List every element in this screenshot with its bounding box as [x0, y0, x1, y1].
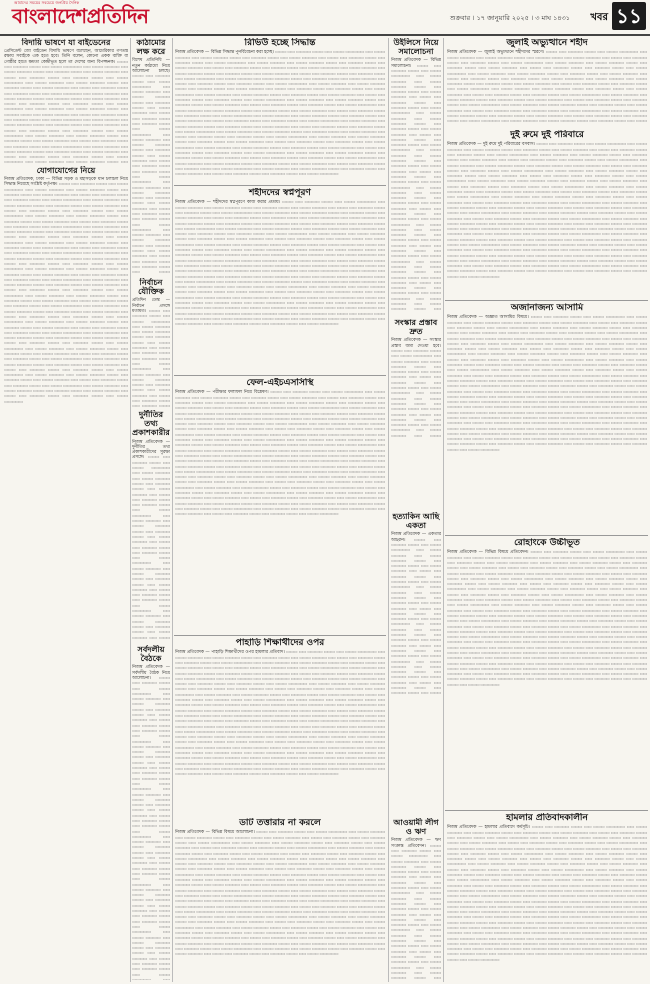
- logo-part2: প্রতিদিন: [86, 4, 149, 28]
- article-body: নিজস্ব প্রতিবেদক — সর্বদলীয় বৈঠক নিয়ে আলোচনা। ▭▭▭ ▭▭ ▭▭▭▭ ▭▭▭ ▭▭ ▭▭▭ ▭▭▭▭▭ ▭▭ ▭▭▭ ▭▭▭▭ ▭▭ ▭▭▭ ▭▭▭▭ ▭▭▭ ▭▭ ▭▭▭▭ ▭▭▭ ▭▭ ▭▭▭ ▭▭▭▭ ▭▭ ▭▭▭ ▭▭ ▭▭▭▭ ▭▭▭ ▭▭ ▭▭▭▭ ▭▭▭ ▭▭ ▭▭▭ ▭▭▭▭▭ ▭▭ ▭▭▭ ▭▭▭▭ ▭▭ ▭▭▭ ▭▭▭▭ ▭▭▭ ▭▭ ▭▭▭▭ ▭▭▭ ▭▭ ▭▭▭ ▭▭▭▭ ▭▭ ▭▭▭ ▭▭ ▭▭▭▭ ▭▭▭ ▭▭ ▭▭▭▭ ▭▭▭ ▭▭ ▭▭▭ ▭▭▭▭▭ ▭▭ ▭▭▭ ▭▭▭▭ ▭▭ ▭▭▭ ▭▭▭▭ ▭▭▭ ▭▭ ▭▭▭▭ ▭▭▭ ▭▭ ▭▭▭ ▭▭▭▭ ▭▭ ▭▭▭ ▭▭ ▭▭▭▭ ▭▭▭ ▭▭ ▭▭▭▭ ▭▭▭ ▭▭ ▭▭▭ ▭▭▭▭▭ ▭▭ ▭▭▭ ▭▭▭▭ ▭▭ ▭▭▭ ▭▭▭▭ ▭▭▭ ▭▭ ▭▭▭▭ ▭▭▭ ▭▭ ▭▭▭ ▭▭▭▭ ▭▭ ▭▭▭ ▭▭ ▭▭▭▭ ▭▭▭ ▭▭ ▭▭▭▭ ▭▭▭ ▭▭ ▭▭▭ ▭▭▭▭▭ ▭▭ ▭▭▭ ▭▭▭▭ ▭▭ ▭▭▭ ▭▭▭▭ ▭▭▭ ▭▭ ▭▭▭▭ ▭▭▭ ▭▭ ▭▭▭ ▭▭▭▭ ▭▭ ▭▭▭ ▭▭ ▭▭▭▭ ▭▭▭ ▭▭ ▭▭▭▭ ▭▭▭ ▭▭ ▭▭▭ ▭▭▭▭▭ ▭▭ ▭▭▭ ▭▭▭▭ ▭▭ ▭▭▭ ▭▭▭▭ ▭▭▭ ▭▭ ▭▭▭▭ ▭▭▭ ▭▭ ▭▭▭ ▭▭▭▭ ▭▭ ▭▭▭ ▭▭ ▭▭▭▭ ▭▭▭ ▭▭ ▭▭▭▭ ▭▭▭ ▭▭ ▭▭▭ ▭▭▭▭▭ ▭▭ ▭▭▭ ▭▭▭▭ ▭▭ ▭▭▭ ▭▭▭▭ ▭▭▭ ▭▭ ▭▭▭▭ ▭▭▭ ▭▭ ▭▭▭ ▭▭▭▭ ▭▭ ▭▭▭ ▭▭ ▭▭▭▭ ▭▭▭ ▭▭ ▭▭▭▭ ▭▭▭ ▭▭ ▭▭▭ ▭▭▭▭▭ ▭▭ ▭▭▭ ▭▭▭▭ ▭▭ ▭▭▭ ▭▭▭▭ ▭▭▭ ▭▭ ▭▭▭▭ ▭▭▭ ▭▭ ▭▭▭ ▭▭▭▭ ▭▭ ▭▭▭ ▭▭ ▭▭▭▭ ▭▭▭ ▭▭ ▭▭▭▭ ▭▭▭ ▭▭ ▭▭▭ ▭▭▭▭▭ ▭▭ ▭▭▭ ▭▭▭▭ ▭▭ ▭▭▭ ▭▭▭▭ ▭▭▭ ▭▭ ▭▭▭▭ ▭▭▭ ▭▭ ▭▭▭ ▭▭▭▭ ▭▭ ▭▭▭ ▭▭ ▭▭▭▭ ▭▭▭ ▭▭ ▭▭▭▭ ▭▭▭ ▭▭ ▭▭▭ ▭▭▭▭▭ ▭▭ ▭▭▭ ▭▭▭▭ ▭▭ ▭▭▭ ▭▭▭▭ ▭▭▭ ▭▭ ▭▭▭▭ ▭▭▭ ▭▭ ▭▭▭ ▭▭▭▭ ▭▭ ▭▭▭ ▭▭ ▭▭▭▭ ▭▭▭ ▭▭ ▭▭▭▭ ▭▭▭ ▭▭ ▭▭▭ ▭▭▭▭▭ ▭▭ ▭▭▭ ▭▭▭▭ ▭▭ ▭▭▭ ▭▭▭▭ ▭▭▭ ▭▭ ▭▭▭▭ ▭▭▭ ▭▭ ▭▭▭ ▭▭▭▭ ▭▭ ▭▭▭ ▭▭ ▭▭▭▭ ▭▭▭ ▭▭ ▭▭▭▭ ▭▭▭ ▭▭ ▭▭▭ ▭▭▭▭▭ ▭▭ ▭▭▭ ▭▭▭▭ ▭▭ ▭▭▭ ▭▭▭▭ ▭▭▭ ▭▭ ▭▭▭▭ ▭▭▭ ▭▭ ▭▭▭ ▭▭▭▭ ▭▭ ▭▭▭ ▭▭ ▭▭▭▭ ▭▭▭ ▭▭ ▭▭▭▭ ▭▭▭ ▭▭ ▭▭▭ ▭▭▭▭▭ ▭▭ ▭▭▭ ▭▭▭▭ ▭▭ ▭▭▭ ▭▭▭▭ ▭▭▭ ▭▭ ▭▭▭▭ ▭▭▭ ▭▭ ▭▭▭ ▭▭▭▭ ▭▭ ▭▭▭ ▭▭ ▭▭▭▭ ▭▭▭ ▭▭ ▭▭▭▭ ▭▭▭ ▭▭ ▭▭▭ ▭▭▭▭▭ ▭▭ ▭▭▭ ▭▭▭▭ ▭▭ ▭▭▭ ▭▭▭▭ ▭▭▭ ▭▭ ▭▭▭▭ ▭▭▭ ▭▭ ▭▭▭ ▭▭▭▭ ▭▭ ▭▭▭ ▭▭ ▭▭▭▭ ▭▭▭ ▭▭ ▭▭▭▭ ▭▭▭ ▭▭ ▭▭▭ ▭▭▭▭▭ ▭▭ ▭▭▭ ▭▭▭▭ ▭▭ ▭▭▭ ▭▭▭▭ ▭▭▭ ▭▭ ▭▭▭▭ ▭▭▭ ▭▭ ▭▭▭ ▭▭▭▭ ▭▭ ▭▭▭ ▭▭ ▭▭▭▭ ▭▭▭ ▭▭ ▭▭▭▭ ▭▭▭ ▭▭ ▭▭▭ ▭▭▭▭▭ ▭▭ ▭▭▭ ▭▭▭▭ ▭▭ ▭▭▭ ▭▭▭▭ ▭▭▭ ▭▭ ▭▭▭▭ ▭▭▭ ▭▭ ▭▭▭ ▭▭▭▭ ▭▭ ▭▭▭ ▭▭ ▭▭▭▭ ▭▭▭ ▭▭ ▭▭▭▭ ▭▭▭ ▭▭ ▭▭▭ ▭▭▭▭▭: [132, 665, 170, 980]
- article-ojana: [447, 303, 647, 533]
- article-biden: [4, 38, 128, 163]
- article-review: [175, 38, 385, 183]
- article-body: নিজস্ব প্রতিবেদক — অজ্ঞাত আসামির বিষয়ে। ▭▭▭ ▭▭ ▭▭▭▭ ▭▭▭ ▭▭ ▭▭▭ ▭▭▭▭▭ ▭▭ ▭▭▭ ▭▭▭▭ ▭▭ ▭▭▭ ▭▭▭▭ ▭▭▭ ▭▭ ▭▭▭▭ ▭▭▭ ▭▭ ▭▭▭ ▭▭▭▭ ▭▭ ▭▭▭ ▭▭ ▭▭▭▭ ▭▭▭ ▭▭ ▭▭▭▭ ▭▭▭ ▭▭ ▭▭▭ ▭▭▭▭▭ ▭▭ ▭▭▭ ▭▭▭▭ ▭▭ ▭▭▭ ▭▭▭▭ ▭▭▭ ▭▭ ▭▭▭▭ ▭▭▭ ▭▭ ▭▭▭ ▭▭▭▭ ▭▭ ▭▭▭ ▭▭ ▭▭▭▭ ▭▭▭ ▭▭ ▭▭▭▭ ▭▭▭ ▭▭ ▭▭▭ ▭▭▭▭▭ ▭▭ ▭▭▭ ▭▭▭▭ ▭▭ ▭▭▭ ▭▭▭▭ ▭▭▭ ▭▭ ▭▭▭▭ ▭▭▭ ▭▭ ▭▭▭ ▭▭▭▭ ▭▭ ▭▭▭ ▭▭ ▭▭▭▭ ▭▭▭ ▭▭ ▭▭▭▭ ▭▭▭ ▭▭ ▭▭▭ ▭▭▭▭▭ ▭▭ ▭▭▭ ▭▭▭▭ ▭▭ ▭▭▭ ▭▭▭▭ ▭▭▭ ▭▭ ▭▭▭▭ ▭▭▭ ▭▭ ▭▭▭ ▭▭▭▭ ▭▭ ▭▭▭ ▭▭ ▭▭▭▭ ▭▭▭ ▭▭ ▭▭▭▭ ▭▭▭ ▭▭ ▭▭▭ ▭▭▭▭▭ ▭▭ ▭▭▭ ▭▭▭▭ ▭▭ ▭▭▭ ▭▭▭▭ ▭▭▭ ▭▭ ▭▭▭▭ ▭▭▭ ▭▭ ▭▭▭ ▭▭▭▭ ▭▭ ▭▭▭ ▭▭ ▭▭▭▭ ▭▭▭ ▭▭ ▭▭▭▭ ▭▭▭ ▭▭ ▭▭▭ ▭▭▭▭▭ ▭▭ ▭▭▭ ▭▭▭▭ ▭▭ ▭▭▭ ▭▭▭▭ ▭▭▭ ▭▭ ▭▭▭▭ ▭▭▭ ▭▭ ▭▭▭ ▭▭▭▭ ▭▭ ▭▭▭ ▭▭ ▭▭▭▭ ▭▭▭ ▭▭ ▭▭▭▭ ▭▭▭ ▭▭ ▭▭▭ ▭▭▭▭▭ ▭▭ ▭▭▭ ▭▭▭▭ ▭▭ ▭▭▭ ▭▭▭▭ ▭▭▭ ▭▭ ▭▭▭▭ ▭▭▭ ▭▭ ▭▭▭ ▭▭▭▭ ▭▭ ▭▭▭ ▭▭ ▭▭▭▭ ▭▭▭ ▭▭ ▭▭▭▭ ▭▭▭ ▭▭ ▭▭▭ ▭▭▭▭▭ ▭▭ ▭▭▭ ▭▭▭▭ ▭▭ ▭▭▭ ▭▭▭▭ ▭▭▭ ▭▭ ▭▭▭▭ ▭▭▭ ▭▭ ▭▭▭ ▭▭▭▭ ▭▭ ▭▭▭ ▭▭ ▭▭▭▭ ▭▭▭ ▭▭ ▭▭▭▭ ▭▭▭ ▭▭ ▭▭▭ ▭▭▭▭▭ ▭▭ ▭▭▭ ▭▭▭▭ ▭▭ ▭▭▭ ▭▭▭▭ ▭▭▭ ▭▭ ▭▭▭▭ ▭▭▭ ▭▭ ▭▭▭ ▭▭▭▭ ▭▭ ▭▭▭ ▭▭ ▭▭▭▭ ▭▭▭ ▭▭ ▭▭▭▭ ▭▭▭ ▭▭ ▭▭▭ ▭▭▭▭▭ ▭▭ ▭▭▭ ▭▭▭▭ ▭▭ ▭▭▭ ▭▭▭▭ ▭▭▭ ▭▭ ▭▭▭▭ ▭▭▭ ▭▭ ▭▭▭ ▭▭▭▭ ▭▭ ▭▭▭ ▭▭ ▭▭▭▭ ▭▭▭ ▭▭ ▭▭▭▭ ▭▭▭ ▭▭ ▭▭▭ ▭▭▭▭▭ ▭▭ ▭▭▭ ▭▭▭▭ ▭▭ ▭▭▭ ▭▭▭▭ ▭▭▭ ▭▭ ▭▭▭▭ ▭▭▭ ▭▭ ▭▭▭ ▭▭▭▭ ▭▭ ▭▭▭ ▭▭ ▭▭▭▭ ▭▭▭ ▭▭ ▭▭▭▭ ▭▭▭ ▭▭ ▭▭▭ ▭▭▭▭▭ ▭▭ ▭▭▭ ▭▭▭▭ ▭▭ ▭▭▭ ▭▭▭▭ ▭▭▭ ▭▭ ▭▭▭▭ ▭▭▭ ▭▭ ▭▭▭ ▭▭▭▭ ▭▭ ▭▭▭ ▭▭ ▭▭▭▭ ▭▭▭ ▭▭ ▭▭▭▭ ▭▭▭ ▭▭ ▭▭▭ ▭▭▭▭▭ ▭▭ ▭▭▭ ▭▭▭▭ ▭▭ ▭▭▭ ▭▭▭▭ ▭▭▭ ▭▭ ▭▭▭▭ ▭▭▭ ▭▭ ▭▭▭ ▭▭▭▭ ▭▭ ▭▭▭ ▭▭ ▭▭▭▭ ▭▭▭ ▭▭ ▭▭▭▭ ▭▭▭ ▭▭ ▭▭▭ ▭▭▭▭▭ ▭▭ ▭▭▭ ▭▭▭▭ ▭▭ ▭▭▭ ▭▭▭▭ ▭▭▭ ▭▭ ▭▭▭▭ ▭▭▭ ▭▭ ▭▭▭ ▭▭▭▭ ▭▭ ▭▭▭ ▭▭ ▭▭▭▭ ▭▭▭ ▭▭ ▭▭▭▭ ▭▭▭ ▭▭ ▭▭▭ ▭▭▭▭▭ ▭▭ ▭▭▭ ▭▭▭▭ ▭▭ ▭▭▭ ▭▭▭▭ ▭▭▭ ▭▭ ▭▭▭▭ ▭▭▭ ▭▭ ▭▭▭ ▭▭▭▭ ▭▭ ▭▭▭ ▭▭ ▭▭▭▭ ▭▭▭ ▭▭ ▭▭▭▭ ▭▭▭ ▭▭ ▭▭▭ ▭▭▭▭▭ ▭▭ ▭▭▭ ▭▭▭▭ ▭▭ ▭▭▭ ▭▭▭▭ ▭▭▭ ▭▭ ▭▭▭▭ ▭▭▭ ▭▭ ▭▭▭ ▭▭▭▭ ▭▭ ▭▭▭ ▭▭ ▭▭▭▭ ▭▭▭ ▭▭ ▭▭▭▭ ▭▭▭ ▭▭ ▭▭▭ ▭▭▭▭▭: [447, 315, 647, 453]
- article-headline: ডাট তত্তারার না করলে: [239, 818, 321, 828]
- article-jogajog: [4, 166, 128, 980]
- article-headline: নির্বাচন যৌক্তিক: [138, 278, 164, 297]
- article-nirbachon: [132, 278, 170, 408]
- article-body: প্রতিদিন ডেস্ক — নির্বাচন প্রসঙ্গে মতামত। ▭▭▭ ▭▭ ▭▭▭▭ ▭▭▭ ▭▭ ▭▭▭ ▭▭▭▭▭ ▭▭ ▭▭▭ ▭▭▭▭ ▭▭ ▭▭▭ ▭▭▭▭ ▭▭▭ ▭▭ ▭▭▭▭ ▭▭▭ ▭▭ ▭▭▭ ▭▭▭▭ ▭▭ ▭▭▭ ▭▭ ▭▭▭▭ ▭▭▭ ▭▭ ▭▭▭▭ ▭▭▭ ▭▭ ▭▭▭ ▭▭▭▭▭ ▭▭ ▭▭▭ ▭▭▭▭ ▭▭ ▭▭▭ ▭▭▭▭ ▭▭▭ ▭▭ ▭▭▭▭ ▭▭▭ ▭▭ ▭▭▭ ▭▭▭▭ ▭▭ ▭▭▭ ▭▭ ▭▭▭▭ ▭▭▭ ▭▭ ▭▭▭▭ ▭▭▭ ▭▭ ▭▭▭ ▭▭▭▭▭ ▭▭ ▭▭▭ ▭▭▭▭ ▭▭ ▭▭▭ ▭▭▭▭ ▭▭▭ ▭▭ ▭▭▭▭ ▭▭▭ ▭▭ ▭▭▭ ▭▭▭▭ ▭▭ ▭▭▭ ▭▭ ▭▭▭▭ ▭▭▭ ▭▭ ▭▭▭▭ ▭▭▭ ▭▭ ▭▭▭ ▭▭▭▭▭ ▭▭ ▭▭▭ ▭▭▭▭ ▭▭ ▭▭▭ ▭▭▭▭ ▭▭▭ ▭▭ ▭▭▭▭ ▭▭▭ ▭▭ ▭▭▭ ▭▭▭▭ ▭▭ ▭▭▭ ▭▭ ▭▭▭▭ ▭▭▭ ▭▭ ▭▭▭▭ ▭▭▭ ▭▭ ▭▭▭ ▭▭▭▭▭ ▭▭ ▭▭▭ ▭▭▭▭ ▭▭ ▭▭▭ ▭▭▭▭ ▭▭▭ ▭▭ ▭▭▭▭ ▭▭▭ ▭▭ ▭▭▭ ▭▭▭▭ ▭▭ ▭▭▭ ▭▭ ▭▭▭▭ ▭▭▭ ▭▭ ▭▭▭▭ ▭▭▭ ▭▭ ▭▭▭ ▭▭▭▭▭ ▭▭ ▭▭▭ ▭▭▭▭ ▭▭ ▭▭▭ ▭▭▭▭ ▭▭▭ ▭▭ ▭▭▭▭ ▭▭▭ ▭▭ ▭▭▭ ▭▭▭▭ ▭▭ ▭▭▭ ▭▭ ▭▭▭▭ ▭▭▭ ▭▭ ▭▭▭▭ ▭▭▭ ▭▭ ▭▭▭ ▭▭▭▭▭ ▭▭ ▭▭▭ ▭▭▭▭ ▭▭ ▭▭▭ ▭▭▭▭ ▭▭▭ ▭▭ ▭▭▭▭ ▭▭▭ ▭▭ ▭▭▭ ▭▭▭▭ ▭▭ ▭▭▭ ▭▭ ▭▭▭▭ ▭▭▭ ▭▭ ▭▭▭▭ ▭▭▭ ▭▭ ▭▭▭ ▭▭▭▭▭ ▭▭ ▭▭▭ ▭▭▭▭ ▭▭ ▭▭▭ ▭▭▭▭ ▭▭▭ ▭▭ ▭▭▭▭ ▭▭▭ ▭▭ ▭▭▭ ▭▭▭▭ ▭▭ ▭▭▭ ▭▭ ▭▭▭▭ ▭▭▭ ▭▭ ▭▭▭▭ ▭▭▭ ▭▭ ▭▭▭ ▭▭▭▭▭ ▭▭ ▭▭▭ ▭▭▭▭ ▭▭ ▭▭▭ ▭▭▭▭ ▭▭▭ ▭▭ ▭▭▭▭ ▭▭▭ ▭▭ ▭▭▭ ▭▭▭▭ ▭▭ ▭▭▭ ▭▭ ▭▭▭▭ ▭▭▭ ▭▭ ▭▭▭▭ ▭▭▭ ▭▭ ▭▭▭ ▭▭▭▭▭ ▭▭ ▭▭▭ ▭▭▭▭ ▭▭ ▭▭▭ ▭▭▭▭ ▭▭▭ ▭▭ ▭▭▭▭ ▭▭▭ ▭▭ ▭▭▭ ▭▭▭▭ ▭▭ ▭▭▭ ▭▭ ▭▭▭▭ ▭▭▭ ▭▭ ▭▭▭▭ ▭▭▭ ▭▭ ▭▭▭ ▭▭▭▭▭ ▭▭ ▭▭▭ ▭▭▭▭ ▭▭ ▭▭▭ ▭▭▭▭ ▭▭▭ ▭▭ ▭▭▭▭ ▭▭▭ ▭▭ ▭▭▭ ▭▭▭▭ ▭▭ ▭▭▭ ▭▭ ▭▭▭▭ ▭▭▭ ▭▭ ▭▭▭▭ ▭▭▭ ▭▭ ▭▭▭ ▭▭▭▭▭ ▭▭ ▭▭▭ ▭▭▭▭ ▭▭ ▭▭▭ ▭▭▭▭ ▭▭▭ ▭▭ ▭▭▭▭ ▭▭▭ ▭▭ ▭▭▭ ▭▭▭▭ ▭▭ ▭▭▭ ▭▭ ▭▭▭▭ ▭▭▭ ▭▭ ▭▭▭▭ ▭▭▭ ▭▭ ▭▭▭ ▭▭▭▭▭ ▭▭ ▭▭▭ ▭▭▭▭ ▭▭ ▭▭▭ ▭▭▭▭ ▭▭▭ ▭▭ ▭▭▭▭ ▭▭▭ ▭▭ ▭▭▭ ▭▭▭▭ ▭▭ ▭▭▭ ▭▭ ▭▭▭▭ ▭▭▭ ▭▭ ▭▭▭▭ ▭▭▭ ▭▭ ▭▭▭ ▭▭▭▭▭ ▭▭ ▭▭▭ ▭▭▭▭ ▭▭ ▭▭▭ ▭▭▭▭ ▭▭▭ ▭▭ ▭▭▭▭ ▭▭▭ ▭▭ ▭▭▭ ▭▭▭▭ ▭▭ ▭▭▭ ▭▭ ▭▭▭▭ ▭▭▭ ▭▭ ▭▭▭▭ ▭▭▭ ▭▭ ▭▭▭ ▭▭▭▭▭ ▭▭ ▭▭▭ ▭▭▭▭ ▭▭ ▭▭▭ ▭▭▭▭ ▭▭▭ ▭▭ ▭▭▭▭ ▭▭▭ ▭▭ ▭▭▭ ▭▭▭▭ ▭▭ ▭▭▭ ▭▭ ▭▭▭▭ ▭▭▭ ▭▭ ▭▭▭▭ ▭▭▭ ▭▭ ▭▭▭ ▭▭▭▭▭ ▭▭ ▭▭▭ ▭▭▭▭ ▭▭ ▭▭▭ ▭▭▭▭ ▭▭▭ ▭▭ ▭▭▭▭ ▭▭▭ ▭▭ ▭▭▭ ▭▭▭▭ ▭▭ ▭▭▭ ▭▭ ▭▭▭▭ ▭▭▭ ▭▭ ▭▭▭▭ ▭▭▭ ▭▭ ▭▭▭ ▭▭▭▭▭: [132, 298, 170, 408]
- article-july: [447, 38, 647, 126]
- section-label: খবর: [590, 12, 608, 23]
- article-body: নিজস্ব প্রতিবেদক — জুলাই অভ্যুত্থানে শহীদদের স্মরণে। ▭▭▭ ▭▭ ▭▭▭▭ ▭▭▭ ▭▭ ▭▭▭ ▭▭▭▭▭ ▭▭ ▭▭▭ ▭▭▭▭ ▭▭ ▭▭▭ ▭▭▭▭ ▭▭▭ ▭▭ ▭▭▭▭ ▭▭▭ ▭▭ ▭▭▭ ▭▭▭▭ ▭▭ ▭▭▭ ▭▭ ▭▭▭▭ ▭▭▭ ▭▭ ▭▭▭▭ ▭▭▭ ▭▭ ▭▭▭ ▭▭▭▭▭ ▭▭ ▭▭▭ ▭▭▭▭ ▭▭ ▭▭▭ ▭▭▭▭ ▭▭▭ ▭▭ ▭▭▭▭ ▭▭▭ ▭▭ ▭▭▭ ▭▭▭▭ ▭▭ ▭▭▭ ▭▭ ▭▭▭▭ ▭▭▭ ▭▭ ▭▭▭▭ ▭▭▭ ▭▭ ▭▭▭ ▭▭▭▭▭ ▭▭ ▭▭▭ ▭▭▭▭ ▭▭ ▭▭▭ ▭▭▭▭ ▭▭▭ ▭▭ ▭▭▭▭ ▭▭▭ ▭▭ ▭▭▭ ▭▭▭▭ ▭▭ ▭▭▭ ▭▭ ▭▭▭▭ ▭▭▭ ▭▭ ▭▭▭▭ ▭▭▭ ▭▭ ▭▭▭ ▭▭▭▭▭ ▭▭ ▭▭▭ ▭▭▭▭ ▭▭ ▭▭▭ ▭▭▭▭ ▭▭▭ ▭▭ ▭▭▭▭ ▭▭▭ ▭▭ ▭▭▭ ▭▭▭▭ ▭▭ ▭▭▭ ▭▭ ▭▭▭▭ ▭▭▭ ▭▭ ▭▭▭▭ ▭▭▭ ▭▭ ▭▭▭ ▭▭▭▭▭ ▭▭ ▭▭▭ ▭▭▭▭ ▭▭ ▭▭▭ ▭▭▭▭ ▭▭▭ ▭▭ ▭▭▭▭ ▭▭▭ ▭▭ ▭▭▭ ▭▭▭▭ ▭▭ ▭▭▭ ▭▭ ▭▭▭▭ ▭▭▭ ▭▭ ▭▭▭▭ ▭▭▭ ▭▭ ▭▭▭ ▭▭▭▭▭ ▭▭ ▭▭▭ ▭▭▭▭ ▭▭ ▭▭▭ ▭▭▭▭ ▭▭▭ ▭▭ ▭▭▭▭ ▭▭▭ ▭▭ ▭▭▭ ▭▭▭▭ ▭▭ ▭▭▭ ▭▭ ▭▭▭▭ ▭▭▭ ▭▭ ▭▭▭▭ ▭▭▭ ▭▭ ▭▭▭ ▭▭▭▭▭ ▭▭ ▭▭▭ ▭▭▭▭ ▭▭ ▭▭▭ ▭▭▭▭ ▭▭▭ ▭▭ ▭▭▭▭ ▭▭▭ ▭▭ ▭▭▭ ▭▭▭▭ ▭▭ ▭▭▭ ▭▭ ▭▭▭▭ ▭▭▭ ▭▭ ▭▭▭▭ ▭▭▭ ▭▭ ▭▭▭ ▭▭▭▭▭ ▭▭ ▭▭▭ ▭▭▭▭ ▭▭ ▭▭▭ ▭▭▭▭ ▭▭▭ ▭▭ ▭▭▭▭ ▭▭▭ ▭▭ ▭▭▭ ▭▭▭▭ ▭▭ ▭▭▭ ▭▭ ▭▭▭▭ ▭▭▭ ▭▭ ▭▭▭▭ ▭▭▭ ▭▭ ▭▭▭ ▭▭▭▭▭ ▭▭ ▭▭▭ ▭▭▭▭ ▭▭ ▭▭▭ ▭▭▭▭ ▭▭▭ ▭▭ ▭▭▭▭ ▭▭▭ ▭▭ ▭▭▭ ▭▭▭▭ ▭▭ ▭▭▭ ▭▭ ▭▭▭▭ ▭▭▭ ▭▭ ▭▭▭▭ ▭▭▭ ▭▭ ▭▭▭ ▭▭▭▭▭ ▭▭ ▭▭▭ ▭▭▭▭ ▭▭ ▭▭▭ ▭▭▭▭ ▭▭▭ ▭▭ ▭▭▭▭ ▭▭▭ ▭▭ ▭▭▭ ▭▭▭▭ ▭▭ ▭▭▭ ▭▭ ▭▭▭▭ ▭▭▭ ▭▭ ▭▭▭▭ ▭▭▭ ▭▭ ▭▭▭ ▭▭▭▭▭ ▭▭ ▭▭▭ ▭▭▭▭ ▭▭ ▭▭▭ ▭▭▭▭ ▭▭▭ ▭▭ ▭▭▭▭ ▭▭▭ ▭▭ ▭▭▭ ▭▭▭▭ ▭▭ ▭▭▭ ▭▭ ▭▭▭▭ ▭▭▭ ▭▭ ▭▭▭▭ ▭▭▭ ▭▭ ▭▭▭ ▭▭▭▭▭ ▭▭ ▭▭▭ ▭▭▭▭ ▭▭ ▭▭▭ ▭▭▭▭ ▭▭▭ ▭▭ ▭▭▭▭ ▭▭▭ ▭▭ ▭▭▭ ▭▭▭▭ ▭▭ ▭▭▭ ▭▭ ▭▭▭▭ ▭▭▭ ▭▭ ▭▭▭▭ ▭▭▭ ▭▭ ▭▭▭ ▭▭▭▭▭ ▭▭ ▭▭▭ ▭▭▭▭ ▭▭ ▭▭▭ ▭▭▭▭ ▭▭▭ ▭▭ ▭▭▭▭ ▭▭▭ ▭▭ ▭▭▭ ▭▭▭▭ ▭▭ ▭▭▭ ▭▭ ▭▭▭▭ ▭▭▭ ▭▭ ▭▭▭▭ ▭▭▭ ▭▭ ▭▭▭ ▭▭▭▭▭ ▭▭ ▭▭▭ ▭▭▭▭ ▭▭ ▭▭▭ ▭▭▭▭ ▭▭▭ ▭▭ ▭▭▭▭ ▭▭▭ ▭▭ ▭▭▭ ▭▭▭▭ ▭▭ ▭▭▭ ▭▭ ▭▭▭▭ ▭▭▭ ▭▭ ▭▭▭▭ ▭▭▭ ▭▭ ▭▭▭ ▭▭▭▭▭ ▭▭ ▭▭▭ ▭▭▭▭ ▭▭ ▭▭▭ ▭▭▭▭ ▭▭▭ ▭▭ ▭▭▭▭ ▭▭▭ ▭▭ ▭▭▭ ▭▭▭▭ ▭▭ ▭▭▭ ▭▭ ▭▭▭▭ ▭▭▭ ▭▭ ▭▭▭▭ ▭▭▭ ▭▭ ▭▭▭ ▭▭▭▭▭ ▭▭ ▭▭▭ ▭▭▭▭ ▭▭ ▭▭▭ ▭▭▭▭ ▭▭▭ ▭▭ ▭▭▭▭ ▭▭▭ ▭▭ ▭▭▭ ▭▭▭▭ ▭▭ ▭▭▭ ▭▭ ▭▭▭▭ ▭▭▭ ▭▭ ▭▭▭▭ ▭▭▭ ▭▭ ▭▭▭ ▭▭▭▭▭: [447, 50, 647, 126]
- article-body: নিজস্ব প্রতিবেদক — বিভিন্ন সমালোচনা। ▭▭▭ ▭▭ ▭▭▭▭ ▭▭▭ ▭▭ ▭▭▭ ▭▭▭▭▭ ▭▭ ▭▭▭ ▭▭▭▭ ▭▭ ▭▭▭ ▭▭▭▭ ▭▭▭ ▭▭ ▭▭▭▭ ▭▭▭ ▭▭ ▭▭▭ ▭▭▭▭ ▭▭ ▭▭▭ ▭▭ ▭▭▭▭ ▭▭▭ ▭▭ ▭▭▭▭ ▭▭▭ ▭▭ ▭▭▭ ▭▭▭▭▭ ▭▭ ▭▭▭ ▭▭▭▭ ▭▭ ▭▭▭ ▭▭▭▭ ▭▭▭ ▭▭ ▭▭▭▭ ▭▭▭ ▭▭ ▭▭▭ ▭▭▭▭ ▭▭ ▭▭▭ ▭▭ ▭▭▭▭ ▭▭▭ ▭▭ ▭▭▭▭ ▭▭▭ ▭▭ ▭▭▭ ▭▭▭▭▭ ▭▭ ▭▭▭ ▭▭▭▭ ▭▭ ▭▭▭ ▭▭▭▭ ▭▭▭ ▭▭ ▭▭▭▭ ▭▭▭ ▭▭ ▭▭▭ ▭▭▭▭ ▭▭ ▭▭▭ ▭▭ ▭▭▭▭ ▭▭▭ ▭▭ ▭▭▭▭ ▭▭▭ ▭▭ ▭▭▭ ▭▭▭▭▭ ▭▭ ▭▭▭ ▭▭▭▭ ▭▭ ▭▭▭ ▭▭▭▭ ▭▭▭ ▭▭ ▭▭▭▭ ▭▭▭ ▭▭ ▭▭▭ ▭▭▭▭ ▭▭ ▭▭▭ ▭▭ ▭▭▭▭ ▭▭▭ ▭▭ ▭▭▭▭ ▭▭▭ ▭▭ ▭▭▭ ▭▭▭▭▭ ▭▭ ▭▭▭ ▭▭▭▭ ▭▭ ▭▭▭ ▭▭▭▭ ▭▭▭ ▭▭ ▭▭▭▭ ▭▭▭ ▭▭ ▭▭▭ ▭▭▭▭ ▭▭ ▭▭▭ ▭▭ ▭▭▭▭ ▭▭▭ ▭▭ ▭▭▭▭ ▭▭▭ ▭▭ ▭▭▭ ▭▭▭▭▭ ▭▭ ▭▭▭ ▭▭▭▭ ▭▭ ▭▭▭ ▭▭▭▭ ▭▭▭ ▭▭ ▭▭▭▭ ▭▭▭ ▭▭ ▭▭▭ ▭▭▭▭ ▭▭ ▭▭▭ ▭▭ ▭▭▭▭ ▭▭▭ ▭▭ ▭▭▭▭ ▭▭▭ ▭▭ ▭▭▭ ▭▭▭▭▭ ▭▭ ▭▭▭ ▭▭▭▭ ▭▭ ▭▭▭ ▭▭▭▭ ▭▭▭ ▭▭ ▭▭▭▭ ▭▭▭ ▭▭ ▭▭▭ ▭▭▭▭ ▭▭ ▭▭▭ ▭▭ ▭▭▭▭ ▭▭▭ ▭▭ ▭▭▭▭ ▭▭▭ ▭▭ ▭▭▭ ▭▭▭▭▭ ▭▭ ▭▭▭ ▭▭▭▭ ▭▭ ▭▭▭ ▭▭▭▭ ▭▭▭ ▭▭ ▭▭▭▭ ▭▭▭ ▭▭ ▭▭▭ ▭▭▭▭ ▭▭ ▭▭▭ ▭▭ ▭▭▭▭ ▭▭▭ ▭▭ ▭▭▭▭ ▭▭▭ ▭▭ ▭▭▭ ▭▭▭▭▭ ▭▭ ▭▭▭ ▭▭▭▭ ▭▭ ▭▭▭ ▭▭▭▭ ▭▭▭ ▭▭ ▭▭▭▭ ▭▭▭ ▭▭ ▭▭▭ ▭▭▭▭ ▭▭ ▭▭▭ ▭▭ ▭▭▭▭ ▭▭▭ ▭▭ ▭▭▭▭ ▭▭▭ ▭▭ ▭▭▭ ▭▭▭▭▭ ▭▭ ▭▭▭ ▭▭▭▭ ▭▭ ▭▭▭ ▭▭▭▭ ▭▭▭ ▭▭ ▭▭▭▭ ▭▭▭ ▭▭ ▭▭▭ ▭▭▭▭ ▭▭ ▭▭▭ ▭▭ ▭▭▭▭ ▭▭▭ ▭▭ ▭▭▭▭ ▭▭▭ ▭▭ ▭▭▭ ▭▭▭▭▭ ▭▭ ▭▭▭ ▭▭▭▭ ▭▭ ▭▭▭ ▭▭▭▭ ▭▭▭ ▭▭ ▭▭▭▭ ▭▭▭ ▭▭ ▭▭▭ ▭▭▭▭ ▭▭ ▭▭▭ ▭▭ ▭▭▭▭ ▭▭▭ ▭▭ ▭▭▭▭ ▭▭▭ ▭▭ ▭▭▭ ▭▭▭▭▭ ▭▭ ▭▭▭ ▭▭▭▭ ▭▭ ▭▭▭ ▭▭▭▭ ▭▭▭ ▭▭ ▭▭▭▭ ▭▭▭ ▭▭ ▭▭▭ ▭▭▭▭ ▭▭ ▭▭▭ ▭▭ ▭▭▭▭ ▭▭▭ ▭▭ ▭▭▭▭ ▭▭▭ ▭▭ ▭▭▭ ▭▭▭▭▭ ▭▭ ▭▭▭ ▭▭▭▭ ▭▭ ▭▭▭ ▭▭▭▭ ▭▭▭ ▭▭ ▭▭▭▭ ▭▭▭ ▭▭ ▭▭▭ ▭▭▭▭ ▭▭ ▭▭▭ ▭▭ ▭▭▭▭ ▭▭▭ ▭▭ ▭▭▭▭ ▭▭▭ ▭▭ ▭▭▭ ▭▭▭▭▭ ▭▭ ▭▭▭ ▭▭▭▭ ▭▭ ▭▭▭ ▭▭▭▭ ▭▭▭ ▭▭ ▭▭▭▭ ▭▭▭ ▭▭ ▭▭▭ ▭▭▭▭ ▭▭ ▭▭▭ ▭▭ ▭▭▭▭ ▭▭▭ ▭▭ ▭▭▭▭ ▭▭▭ ▭▭ ▭▭▭ ▭▭▭▭▭ ▭▭ ▭▭▭ ▭▭▭▭ ▭▭ ▭▭▭ ▭▭▭▭ ▭▭▭ ▭▭ ▭▭▭▭ ▭▭▭ ▭▭ ▭▭▭ ▭▭▭▭ ▭▭ ▭▭▭ ▭▭ ▭▭▭▭ ▭▭▭ ▭▭ ▭▭▭▭ ▭▭▭ ▭▭ ▭▭▭ ▭▭▭▭▭ ▭▭ ▭▭▭ ▭▭▭▭ ▭▭ ▭▭▭ ▭▭▭▭ ▭▭▭ ▭▭ ▭▭▭▭ ▭▭▭ ▭▭ ▭▭▭ ▭▭▭▭ ▭▭ ▭▭▭ ▭▭ ▭▭▭▭ ▭▭▭ ▭▭ ▭▭▭▭ ▭▭▭ ▭▭ ▭▭▭ ▭▭▭▭▭: [391, 58, 441, 313]
- logo-tagline: আমাদের সময়ের সবচেয়ে জনপ্রিয় দৈনিক: [14, 0, 80, 5]
- article-headline: জুলাই অভ্যুত্থানে শহীদ: [506, 38, 588, 48]
- article-hamla: [447, 813, 647, 980]
- article-dat: [175, 818, 385, 980]
- article-body: নিজস্ব প্রতিবেদক — শহীদদের স্বপ্নপূরণে কাজ করার প্রত্যয়। ▭▭▭ ▭▭ ▭▭▭▭ ▭▭▭ ▭▭ ▭▭▭ ▭▭▭▭▭ ▭▭ ▭▭▭ ▭▭▭▭ ▭▭ ▭▭▭ ▭▭▭▭ ▭▭▭ ▭▭ ▭▭▭▭ ▭▭▭ ▭▭ ▭▭▭ ▭▭▭▭ ▭▭ ▭▭▭ ▭▭ ▭▭▭▭ ▭▭▭ ▭▭ ▭▭▭▭ ▭▭▭ ▭▭ ▭▭▭ ▭▭▭▭▭ ▭▭ ▭▭▭ ▭▭▭▭ ▭▭ ▭▭▭ ▭▭▭▭ ▭▭▭ ▭▭ ▭▭▭▭ ▭▭▭ ▭▭ ▭▭▭ ▭▭▭▭ ▭▭ ▭▭▭ ▭▭ ▭▭▭▭ ▭▭▭ ▭▭ ▭▭▭▭ ▭▭▭ ▭▭ ▭▭▭ ▭▭▭▭▭ ▭▭ ▭▭▭ ▭▭▭▭ ▭▭ ▭▭▭ ▭▭▭▭ ▭▭▭ ▭▭ ▭▭▭▭ ▭▭▭ ▭▭ ▭▭▭ ▭▭▭▭ ▭▭ ▭▭▭ ▭▭ ▭▭▭▭ ▭▭▭ ▭▭ ▭▭▭▭ ▭▭▭ ▭▭ ▭▭▭ ▭▭▭▭▭ ▭▭ ▭▭▭ ▭▭▭▭ ▭▭ ▭▭▭ ▭▭▭▭ ▭▭▭ ▭▭ ▭▭▭▭ ▭▭▭ ▭▭ ▭▭▭ ▭▭▭▭ ▭▭ ▭▭▭ ▭▭ ▭▭▭▭ ▭▭▭ ▭▭ ▭▭▭▭ ▭▭▭ ▭▭ ▭▭▭ ▭▭▭▭▭ ▭▭ ▭▭▭ ▭▭▭▭ ▭▭ ▭▭▭ ▭▭▭▭ ▭▭▭ ▭▭ ▭▭▭▭ ▭▭▭ ▭▭ ▭▭▭ ▭▭▭▭ ▭▭ ▭▭▭ ▭▭ ▭▭▭▭ ▭▭▭ ▭▭ ▭▭▭▭ ▭▭▭ ▭▭ ▭▭▭ ▭▭▭▭▭ ▭▭ ▭▭▭ ▭▭▭▭ ▭▭ ▭▭▭ ▭▭▭▭ ▭▭▭ ▭▭ ▭▭▭▭ ▭▭▭ ▭▭ ▭▭▭ ▭▭▭▭ ▭▭ ▭▭▭ ▭▭ ▭▭▭▭ ▭▭▭ ▭▭ ▭▭▭▭ ▭▭▭ ▭▭ ▭▭▭ ▭▭▭▭▭ ▭▭ ▭▭▭ ▭▭▭▭ ▭▭ ▭▭▭ ▭▭▭▭ ▭▭▭ ▭▭ ▭▭▭▭ ▭▭▭ ▭▭ ▭▭▭ ▭▭▭▭ ▭▭ ▭▭▭ ▭▭ ▭▭▭▭ ▭▭▭ ▭▭ ▭▭▭▭ ▭▭▭ ▭▭ ▭▭▭ ▭▭▭▭▭ ▭▭ ▭▭▭ ▭▭▭▭ ▭▭ ▭▭▭ ▭▭▭▭ ▭▭▭ ▭▭ ▭▭▭▭ ▭▭▭ ▭▭ ▭▭▭ ▭▭▭▭ ▭▭ ▭▭▭ ▭▭ ▭▭▭▭ ▭▭▭ ▭▭ ▭▭▭▭ ▭▭▭ ▭▭ ▭▭▭ ▭▭▭▭▭ ▭▭ ▭▭▭ ▭▭▭▭ ▭▭ ▭▭▭ ▭▭▭▭ ▭▭▭ ▭▭ ▭▭▭▭ ▭▭▭ ▭▭ ▭▭▭ ▭▭▭▭ ▭▭ ▭▭▭ ▭▭ ▭▭▭▭ ▭▭▭ ▭▭ ▭▭▭▭ ▭▭▭ ▭▭ ▭▭▭ ▭▭▭▭▭ ▭▭ ▭▭▭ ▭▭▭▭ ▭▭ ▭▭▭ ▭▭▭▭ ▭▭▭ ▭▭ ▭▭▭▭ ▭▭▭ ▭▭ ▭▭▭ ▭▭▭▭ ▭▭ ▭▭▭ ▭▭ ▭▭▭▭ ▭▭▭ ▭▭ ▭▭▭▭ ▭▭▭ ▭▭ ▭▭▭ ▭▭▭▭▭ ▭▭ ▭▭▭ ▭▭▭▭ ▭▭ ▭▭▭ ▭▭▭▭ ▭▭▭ ▭▭ ▭▭▭▭ ▭▭▭ ▭▭ ▭▭▭ ▭▭▭▭ ▭▭ ▭▭▭ ▭▭ ▭▭▭▭ ▭▭▭ ▭▭ ▭▭▭▭ ▭▭▭ ▭▭ ▭▭▭ ▭▭▭▭▭ ▭▭ ▭▭▭ ▭▭▭▭ ▭▭ ▭▭▭ ▭▭▭▭ ▭▭▭ ▭▭ ▭▭▭▭ ▭▭▭ ▭▭ ▭▭▭ ▭▭▭▭ ▭▭ ▭▭▭ ▭▭ ▭▭▭▭ ▭▭▭ ▭▭ ▭▭▭▭ ▭▭▭ ▭▭ ▭▭▭ ▭▭▭▭▭ ▭▭ ▭▭▭ ▭▭▭▭ ▭▭ ▭▭▭ ▭▭▭▭ ▭▭▭ ▭▭ ▭▭▭▭ ▭▭▭ ▭▭ ▭▭▭ ▭▭▭▭ ▭▭ ▭▭▭ ▭▭ ▭▭▭▭ ▭▭▭ ▭▭ ▭▭▭▭ ▭▭▭ ▭▭ ▭▭▭ ▭▭▭▭▭ ▭▭ ▭▭▭ ▭▭▭▭ ▭▭ ▭▭▭ ▭▭▭▭ ▭▭▭ ▭▭ ▭▭▭▭ ▭▭▭ ▭▭ ▭▭▭ ▭▭▭▭ ▭▭ ▭▭▭ ▭▭ ▭▭▭▭ ▭▭▭ ▭▭ ▭▭▭▭ ▭▭▭ ▭▭ ▭▭▭ ▭▭▭▭▭ ▭▭ ▭▭▭ ▭▭▭▭ ▭▭ ▭▭▭ ▭▭▭▭ ▭▭▭ ▭▭ ▭▭▭▭ ▭▭▭ ▭▭ ▭▭▭ ▭▭▭▭ ▭▭ ▭▭▭ ▭▭ ▭▭▭▭ ▭▭▭ ▭▭ ▭▭▭▭ ▭▭▭ ▭▭ ▭▭▭ ▭▭▭▭▭ ▭▭ ▭▭▭ ▭▭▭▭ ▭▭ ▭▭▭ ▭▭▭▭ ▭▭▭ ▭▭ ▭▭▭▭ ▭▭▭ ▭▭ ▭▭▭ ▭▭▭▭ ▭▭ ▭▭▭ ▭▭ ▭▭▭▭ ▭▭▭ ▭▭ ▭▭▭▭ ▭▭▭ ▭▭ ▭▭▭ ▭▭▭▭▭: [175, 200, 385, 327]
- article-headline: সর্বদলীয় বৈঠকে: [137, 645, 165, 664]
- article-headline: দুর্নীতির তথ্য প্রকাশকারীর: [132, 410, 170, 438]
- article-awami: [391, 818, 441, 980]
- article-body: নিজস্ব প্রতিবেদক — হামলার প্রতিবাদে কর্মসূচি। ▭▭▭ ▭▭ ▭▭▭▭ ▭▭▭ ▭▭ ▭▭▭ ▭▭▭▭▭ ▭▭ ▭▭▭ ▭▭▭▭ ▭▭ ▭▭▭ ▭▭▭▭ ▭▭▭ ▭▭ ▭▭▭▭ ▭▭▭ ▭▭ ▭▭▭ ▭▭▭▭ ▭▭ ▭▭▭ ▭▭ ▭▭▭▭ ▭▭▭ ▭▭ ▭▭▭▭ ▭▭▭ ▭▭ ▭▭▭ ▭▭▭▭▭ ▭▭ ▭▭▭ ▭▭▭▭ ▭▭ ▭▭▭ ▭▭▭▭ ▭▭▭ ▭▭ ▭▭▭▭ ▭▭▭ ▭▭ ▭▭▭ ▭▭▭▭ ▭▭ ▭▭▭ ▭▭ ▭▭▭▭ ▭▭▭ ▭▭ ▭▭▭▭ ▭▭▭ ▭▭ ▭▭▭ ▭▭▭▭▭ ▭▭ ▭▭▭ ▭▭▭▭ ▭▭ ▭▭▭ ▭▭▭▭ ▭▭▭ ▭▭ ▭▭▭▭ ▭▭▭ ▭▭ ▭▭▭ ▭▭▭▭ ▭▭ ▭▭▭ ▭▭ ▭▭▭▭ ▭▭▭ ▭▭ ▭▭▭▭ ▭▭▭ ▭▭ ▭▭▭ ▭▭▭▭▭ ▭▭ ▭▭▭ ▭▭▭▭ ▭▭ ▭▭▭ ▭▭▭▭ ▭▭▭ ▭▭ ▭▭▭▭ ▭▭▭ ▭▭ ▭▭▭ ▭▭▭▭ ▭▭ ▭▭▭ ▭▭ ▭▭▭▭ ▭▭▭ ▭▭ ▭▭▭▭ ▭▭▭ ▭▭ ▭▭▭ ▭▭▭▭▭ ▭▭ ▭▭▭ ▭▭▭▭ ▭▭ ▭▭▭ ▭▭▭▭ ▭▭▭ ▭▭ ▭▭▭▭ ▭▭▭ ▭▭ ▭▭▭ ▭▭▭▭ ▭▭ ▭▭▭ ▭▭ ▭▭▭▭ ▭▭▭ ▭▭ ▭▭▭▭ ▭▭▭ ▭▭ ▭▭▭ ▭▭▭▭▭ ▭▭ ▭▭▭ ▭▭▭▭ ▭▭ ▭▭▭ ▭▭▭▭ ▭▭▭ ▭▭ ▭▭▭▭ ▭▭▭ ▭▭ ▭▭▭ ▭▭▭▭ ▭▭ ▭▭▭ ▭▭ ▭▭▭▭ ▭▭▭ ▭▭ ▭▭▭▭ ▭▭▭ ▭▭ ▭▭▭ ▭▭▭▭▭ ▭▭ ▭▭▭ ▭▭▭▭ ▭▭ ▭▭▭ ▭▭▭▭ ▭▭▭ ▭▭ ▭▭▭▭ ▭▭▭ ▭▭ ▭▭▭ ▭▭▭▭ ▭▭ ▭▭▭ ▭▭ ▭▭▭▭ ▭▭▭ ▭▭ ▭▭▭▭ ▭▭▭ ▭▭ ▭▭▭ ▭▭▭▭▭ ▭▭ ▭▭▭ ▭▭▭▭ ▭▭ ▭▭▭ ▭▭▭▭ ▭▭▭ ▭▭ ▭▭▭▭ ▭▭▭ ▭▭ ▭▭▭ ▭▭▭▭ ▭▭ ▭▭▭ ▭▭ ▭▭▭▭ ▭▭▭ ▭▭ ▭▭▭▭ ▭▭▭ ▭▭ ▭▭▭ ▭▭▭▭▭ ▭▭ ▭▭▭ ▭▭▭▭ ▭▭ ▭▭▭ ▭▭▭▭ ▭▭▭ ▭▭ ▭▭▭▭ ▭▭▭ ▭▭ ▭▭▭ ▭▭▭▭ ▭▭ ▭▭▭ ▭▭ ▭▭▭▭ ▭▭▭ ▭▭ ▭▭▭▭ ▭▭▭ ▭▭ ▭▭▭ ▭▭▭▭▭ ▭▭ ▭▭▭ ▭▭▭▭ ▭▭ ▭▭▭ ▭▭▭▭ ▭▭▭ ▭▭ ▭▭▭▭ ▭▭▭ ▭▭ ▭▭▭ ▭▭▭▭ ▭▭ ▭▭▭ ▭▭ ▭▭▭▭ ▭▭▭ ▭▭ ▭▭▭▭ ▭▭▭ ▭▭ ▭▭▭ ▭▭▭▭▭ ▭▭ ▭▭▭ ▭▭▭▭ ▭▭ ▭▭▭ ▭▭▭▭ ▭▭▭ ▭▭ ▭▭▭▭ ▭▭▭ ▭▭ ▭▭▭ ▭▭▭▭ ▭▭ ▭▭▭ ▭▭ ▭▭▭▭ ▭▭▭ ▭▭ ▭▭▭▭ ▭▭▭ ▭▭ ▭▭▭ ▭▭▭▭▭ ▭▭ ▭▭▭ ▭▭▭▭ ▭▭ ▭▭▭ ▭▭▭▭ ▭▭▭ ▭▭ ▭▭▭▭ ▭▭▭ ▭▭ ▭▭▭ ▭▭▭▭ ▭▭ ▭▭▭ ▭▭ ▭▭▭▭ ▭▭▭ ▭▭ ▭▭▭▭ ▭▭▭ ▭▭ ▭▭▭ ▭▭▭▭▭ ▭▭ ▭▭▭ ▭▭▭▭ ▭▭ ▭▭▭ ▭▭▭▭ ▭▭▭ ▭▭ ▭▭▭▭ ▭▭▭ ▭▭ ▭▭▭ ▭▭▭▭ ▭▭ ▭▭▭ ▭▭ ▭▭▭▭ ▭▭▭ ▭▭ ▭▭▭▭ ▭▭▭ ▭▭ ▭▭▭ ▭▭▭▭▭ ▭▭ ▭▭▭ ▭▭▭▭ ▭▭ ▭▭▭ ▭▭▭▭ ▭▭▭ ▭▭ ▭▭▭▭ ▭▭▭ ▭▭ ▭▭▭ ▭▭▭▭ ▭▭ ▭▭▭ ▭▭ ▭▭▭▭ ▭▭▭ ▭▭ ▭▭▭▭ ▭▭▭ ▭▭ ▭▭▭ ▭▭▭▭▭ ▭▭ ▭▭▭ ▭▭▭▭ ▭▭ ▭▭▭ ▭▭▭▭ ▭▭▭ ▭▭ ▭▭▭▭ ▭▭▭ ▭▭ ▭▭▭ ▭▭▭▭ ▭▭ ▭▭▭ ▭▭ ▭▭▭▭ ▭▭▭ ▭▭ ▭▭▭▭ ▭▭▭ ▭▭ ▭▭▭ ▭▭▭▭▭ ▭▭ ▭▭▭ ▭▭▭▭ ▭▭ ▭▭▭ ▭▭▭▭ ▭▭▭ ▭▭ ▭▭▭▭ ▭▭▭ ▭▭ ▭▭▭ ▭▭▭▭ ▭▭ ▭▭▭ ▭▭ ▭▭▭▭ ▭▭▭ ▭▭ ▭▭▭▭ ▭▭▭ ▭▭ ▭▭▭ ▭▭▭▭▭: [447, 825, 647, 963]
- column-divider: [172, 38, 173, 982]
- row-divider: [174, 375, 386, 376]
- article-fail: [175, 378, 385, 633]
- article-body: নিজস্ব প্রতিবেদক — পাহাড়ি শিক্ষার্থীদের ওপর হামলার প্রতিবাদ। ▭▭▭ ▭▭ ▭▭▭▭ ▭▭▭ ▭▭ ▭▭▭ ▭▭▭▭▭ ▭▭ ▭▭▭ ▭▭▭▭ ▭▭ ▭▭▭ ▭▭▭▭ ▭▭▭ ▭▭ ▭▭▭▭ ▭▭▭ ▭▭ ▭▭▭ ▭▭▭▭ ▭▭ ▭▭▭ ▭▭ ▭▭▭▭ ▭▭▭ ▭▭ ▭▭▭▭ ▭▭▭ ▭▭ ▭▭▭ ▭▭▭▭▭ ▭▭ ▭▭▭ ▭▭▭▭ ▭▭ ▭▭▭ ▭▭▭▭ ▭▭▭ ▭▭ ▭▭▭▭ ▭▭▭ ▭▭ ▭▭▭ ▭▭▭▭ ▭▭ ▭▭▭ ▭▭ ▭▭▭▭ ▭▭▭ ▭▭ ▭▭▭▭ ▭▭▭ ▭▭ ▭▭▭ ▭▭▭▭▭ ▭▭ ▭▭▭ ▭▭▭▭ ▭▭ ▭▭▭ ▭▭▭▭ ▭▭▭ ▭▭ ▭▭▭▭ ▭▭▭ ▭▭ ▭▭▭ ▭▭▭▭ ▭▭ ▭▭▭ ▭▭ ▭▭▭▭ ▭▭▭ ▭▭ ▭▭▭▭ ▭▭▭ ▭▭ ▭▭▭ ▭▭▭▭▭ ▭▭ ▭▭▭ ▭▭▭▭ ▭▭ ▭▭▭ ▭▭▭▭ ▭▭▭ ▭▭ ▭▭▭▭ ▭▭▭ ▭▭ ▭▭▭ ▭▭▭▭ ▭▭ ▭▭▭ ▭▭ ▭▭▭▭ ▭▭▭ ▭▭ ▭▭▭▭ ▭▭▭ ▭▭ ▭▭▭ ▭▭▭▭▭ ▭▭ ▭▭▭ ▭▭▭▭ ▭▭ ▭▭▭ ▭▭▭▭ ▭▭▭ ▭▭ ▭▭▭▭ ▭▭▭ ▭▭ ▭▭▭ ▭▭▭▭ ▭▭ ▭▭▭ ▭▭ ▭▭▭▭ ▭▭▭ ▭▭ ▭▭▭▭ ▭▭▭ ▭▭ ▭▭▭ ▭▭▭▭▭ ▭▭ ▭▭▭ ▭▭▭▭ ▭▭ ▭▭▭ ▭▭▭▭ ▭▭▭ ▭▭ ▭▭▭▭ ▭▭▭ ▭▭ ▭▭▭ ▭▭▭▭ ▭▭ ▭▭▭ ▭▭ ▭▭▭▭ ▭▭▭ ▭▭ ▭▭▭▭ ▭▭▭ ▭▭ ▭▭▭ ▭▭▭▭▭ ▭▭ ▭▭▭ ▭▭▭▭ ▭▭ ▭▭▭ ▭▭▭▭ ▭▭▭ ▭▭ ▭▭▭▭ ▭▭▭ ▭▭ ▭▭▭ ▭▭▭▭ ▭▭ ▭▭▭ ▭▭ ▭▭▭▭ ▭▭▭ ▭▭ ▭▭▭▭ ▭▭▭ ▭▭ ▭▭▭ ▭▭▭▭▭ ▭▭ ▭▭▭ ▭▭▭▭ ▭▭ ▭▭▭ ▭▭▭▭ ▭▭▭ ▭▭ ▭▭▭▭ ▭▭▭ ▭▭ ▭▭▭ ▭▭▭▭ ▭▭ ▭▭▭ ▭▭ ▭▭▭▭ ▭▭▭ ▭▭ ▭▭▭▭ ▭▭▭ ▭▭ ▭▭▭ ▭▭▭▭▭ ▭▭ ▭▭▭ ▭▭▭▭ ▭▭ ▭▭▭ ▭▭▭▭ ▭▭▭ ▭▭ ▭▭▭▭ ▭▭▭ ▭▭ ▭▭▭ ▭▭▭▭ ▭▭ ▭▭▭ ▭▭ ▭▭▭▭ ▭▭▭ ▭▭ ▭▭▭▭ ▭▭▭ ▭▭ ▭▭▭ ▭▭▭▭▭ ▭▭ ▭▭▭ ▭▭▭▭ ▭▭ ▭▭▭ ▭▭▭▭ ▭▭▭ ▭▭ ▭▭▭▭ ▭▭▭ ▭▭ ▭▭▭ ▭▭▭▭ ▭▭ ▭▭▭ ▭▭ ▭▭▭▭ ▭▭▭ ▭▭ ▭▭▭▭ ▭▭▭ ▭▭ ▭▭▭ ▭▭▭▭▭ ▭▭ ▭▭▭ ▭▭▭▭ ▭▭ ▭▭▭ ▭▭▭▭ ▭▭▭ ▭▭ ▭▭▭▭ ▭▭▭ ▭▭ ▭▭▭ ▭▭▭▭ ▭▭ ▭▭▭ ▭▭ ▭▭▭▭ ▭▭▭ ▭▭ ▭▭▭▭ ▭▭▭ ▭▭ ▭▭▭ ▭▭▭▭▭ ▭▭ ▭▭▭ ▭▭▭▭ ▭▭ ▭▭▭ ▭▭▭▭ ▭▭▭ ▭▭ ▭▭▭▭ ▭▭▭ ▭▭ ▭▭▭ ▭▭▭▭ ▭▭ ▭▭▭ ▭▭ ▭▭▭▭ ▭▭▭ ▭▭ ▭▭▭▭ ▭▭▭ ▭▭ ▭▭▭ ▭▭▭▭▭ ▭▭ ▭▭▭ ▭▭▭▭ ▭▭ ▭▭▭ ▭▭▭▭ ▭▭▭ ▭▭ ▭▭▭▭ ▭▭▭ ▭▭ ▭▭▭ ▭▭▭▭ ▭▭ ▭▭▭ ▭▭ ▭▭▭▭ ▭▭▭ ▭▭ ▭▭▭▭ ▭▭▭ ▭▭ ▭▭▭ ▭▭▭▭▭ ▭▭ ▭▭▭ ▭▭▭▭ ▭▭ ▭▭▭ ▭▭▭▭ ▭▭▭ ▭▭ ▭▭▭▭ ▭▭▭ ▭▭ ▭▭▭ ▭▭▭▭ ▭▭ ▭▭▭ ▭▭ ▭▭▭▭ ▭▭▭ ▭▭ ▭▭▭▭ ▭▭▭ ▭▭ ▭▭▭ ▭▭▭▭▭ ▭▭ ▭▭▭ ▭▭▭▭ ▭▭ ▭▭▭ ▭▭▭▭ ▭▭▭ ▭▭ ▭▭▭▭ ▭▭▭ ▭▭ ▭▭▭ ▭▭▭▭ ▭▭ ▭▭▭ ▭▭ ▭▭▭▭ ▭▭▭ ▭▭ ▭▭▭▭ ▭▭▭ ▭▭ ▭▭▭ ▭▭▭▭▭ ▭▭ ▭▭▭ ▭▭▭▭ ▭▭ ▭▭▭ ▭▭▭▭ ▭▭▭ ▭▭ ▭▭▭▭ ▭▭▭ ▭▭ ▭▭▭ ▭▭▭▭ ▭▭ ▭▭▭ ▭▭ ▭▭▭▭ ▭▭▭ ▭▭ ▭▭▭▭ ▭▭▭ ▭▭ ▭▭▭ ▭▭▭▭▭: [175, 650, 385, 777]
- column-divider: [130, 38, 131, 982]
- article-uilis: [391, 38, 441, 313]
- article-dui-rume: [447, 130, 647, 298]
- article-body: নিজস্ব প্রতিবেদক — দুর্নীতির তথ্য প্রকাশকারীদের সুরক্ষা প্রসঙ্গে। ▭▭▭ ▭▭ ▭▭▭▭ ▭▭▭ ▭▭ ▭▭▭ ▭▭▭▭▭ ▭▭ ▭▭▭ ▭▭▭▭ ▭▭ ▭▭▭ ▭▭▭▭ ▭▭▭ ▭▭ ▭▭▭▭ ▭▭▭ ▭▭ ▭▭▭ ▭▭▭▭ ▭▭ ▭▭▭ ▭▭ ▭▭▭▭ ▭▭▭ ▭▭ ▭▭▭▭ ▭▭▭ ▭▭ ▭▭▭ ▭▭▭▭▭ ▭▭ ▭▭▭ ▭▭▭▭ ▭▭ ▭▭▭ ▭▭▭▭ ▭▭▭ ▭▭ ▭▭▭▭ ▭▭▭ ▭▭ ▭▭▭ ▭▭▭▭ ▭▭ ▭▭▭ ▭▭ ▭▭▭▭ ▭▭▭ ▭▭ ▭▭▭▭ ▭▭▭ ▭▭ ▭▭▭ ▭▭▭▭▭ ▭▭ ▭▭▭ ▭▭▭▭ ▭▭ ▭▭▭ ▭▭▭▭ ▭▭▭ ▭▭ ▭▭▭▭ ▭▭▭ ▭▭ ▭▭▭ ▭▭▭▭ ▭▭ ▭▭▭ ▭▭ ▭▭▭▭ ▭▭▭ ▭▭ ▭▭▭▭ ▭▭▭ ▭▭ ▭▭▭ ▭▭▭▭▭ ▭▭ ▭▭▭ ▭▭▭▭ ▭▭ ▭▭▭ ▭▭▭▭ ▭▭▭ ▭▭ ▭▭▭▭ ▭▭▭ ▭▭ ▭▭▭ ▭▭▭▭ ▭▭ ▭▭▭ ▭▭ ▭▭▭▭ ▭▭▭ ▭▭ ▭▭▭▭ ▭▭▭ ▭▭ ▭▭▭ ▭▭▭▭▭ ▭▭ ▭▭▭ ▭▭▭▭ ▭▭ ▭▭▭ ▭▭▭▭ ▭▭▭ ▭▭ ▭▭▭▭ ▭▭▭ ▭▭ ▭▭▭ ▭▭▭▭ ▭▭ ▭▭▭ ▭▭ ▭▭▭▭ ▭▭▭ ▭▭ ▭▭▭▭ ▭▭▭ ▭▭ ▭▭▭ ▭▭▭▭▭ ▭▭ ▭▭▭ ▭▭▭▭ ▭▭ ▭▭▭ ▭▭▭▭ ▭▭▭ ▭▭ ▭▭▭▭ ▭▭▭ ▭▭ ▭▭▭ ▭▭▭▭ ▭▭ ▭▭▭ ▭▭ ▭▭▭▭ ▭▭▭ ▭▭ ▭▭▭▭ ▭▭▭ ▭▭ ▭▭▭ ▭▭▭▭▭ ▭▭ ▭▭▭ ▭▭▭▭ ▭▭ ▭▭▭ ▭▭▭▭ ▭▭▭ ▭▭ ▭▭▭▭ ▭▭▭ ▭▭ ▭▭▭ ▭▭▭▭ ▭▭ ▭▭▭ ▭▭ ▭▭▭▭ ▭▭▭ ▭▭ ▭▭▭▭ ▭▭▭ ▭▭ ▭▭▭ ▭▭▭▭▭ ▭▭ ▭▭▭ ▭▭▭▭ ▭▭ ▭▭▭ ▭▭▭▭ ▭▭▭ ▭▭ ▭▭▭▭ ▭▭▭ ▭▭ ▭▭▭ ▭▭▭▭ ▭▭ ▭▭▭ ▭▭ ▭▭▭▭ ▭▭▭ ▭▭ ▭▭▭▭ ▭▭▭ ▭▭ ▭▭▭ ▭▭▭▭▭ ▭▭ ▭▭▭ ▭▭▭▭ ▭▭ ▭▭▭ ▭▭▭▭ ▭▭▭ ▭▭ ▭▭▭▭ ▭▭▭ ▭▭ ▭▭▭ ▭▭▭▭ ▭▭ ▭▭▭ ▭▭ ▭▭▭▭ ▭▭▭ ▭▭ ▭▭▭▭ ▭▭▭ ▭▭ ▭▭▭ ▭▭▭▭▭ ▭▭ ▭▭▭ ▭▭▭▭ ▭▭ ▭▭▭ ▭▭▭▭ ▭▭▭ ▭▭ ▭▭▭▭ ▭▭▭ ▭▭ ▭▭▭ ▭▭▭▭ ▭▭ ▭▭▭ ▭▭ ▭▭▭▭ ▭▭▭ ▭▭ ▭▭▭▭ ▭▭▭ ▭▭ ▭▭▭ ▭▭▭▭▭ ▭▭ ▭▭▭ ▭▭▭▭ ▭▭ ▭▭▭ ▭▭▭▭ ▭▭▭ ▭▭ ▭▭▭▭ ▭▭▭ ▭▭ ▭▭▭ ▭▭▭▭ ▭▭ ▭▭▭ ▭▭ ▭▭▭▭ ▭▭▭ ▭▭ ▭▭▭▭ ▭▭▭ ▭▭ ▭▭▭ ▭▭▭▭▭ ▭▭ ▭▭▭ ▭▭▭▭ ▭▭ ▭▭▭ ▭▭▭▭ ▭▭▭ ▭▭ ▭▭▭▭ ▭▭▭ ▭▭ ▭▭▭ ▭▭▭▭ ▭▭ ▭▭▭ ▭▭ ▭▭▭▭ ▭▭▭ ▭▭ ▭▭▭▭ ▭▭▭ ▭▭ ▭▭▭ ▭▭▭▭▭ ▭▭ ▭▭▭ ▭▭▭▭ ▭▭ ▭▭▭ ▭▭▭▭ ▭▭▭ ▭▭ ▭▭▭▭ ▭▭▭ ▭▭ ▭▭▭ ▭▭▭▭ ▭▭ ▭▭▭ ▭▭ ▭▭▭▭ ▭▭▭ ▭▭ ▭▭▭▭ ▭▭▭ ▭▭ ▭▭▭ ▭▭▭▭▭ ▭▭ ▭▭▭ ▭▭▭▭ ▭▭ ▭▭▭ ▭▭▭▭ ▭▭▭ ▭▭ ▭▭▭▭ ▭▭▭ ▭▭ ▭▭▭ ▭▭▭▭ ▭▭ ▭▭▭ ▭▭ ▭▭▭▭ ▭▭▭ ▭▭ ▭▭▭▭ ▭▭▭ ▭▭ ▭▭▭ ▭▭▭▭▭ ▭▭ ▭▭▭ ▭▭▭▭ ▭▭ ▭▭▭ ▭▭▭▭ ▭▭▭ ▭▭ ▭▭▭▭ ▭▭▭ ▭▭ ▭▭▭ ▭▭▭▭ ▭▭ ▭▭▭ ▭▭ ▭▭▭▭ ▭▭▭ ▭▭ ▭▭▭▭ ▭▭▭ ▭▭ ▭▭▭ ▭▭▭▭▭ ▭▭ ▭▭▭ ▭▭▭▭ ▭▭ ▭▭▭ ▭▭▭▭ ▭▭▭ ▭▭ ▭▭▭▭ ▭▭▭ ▭▭ ▭▭▭ ▭▭▭▭ ▭▭ ▭▭▭ ▭▭ ▭▭▭▭ ▭▭▭ ▭▭ ▭▭▭▭ ▭▭▭ ▭▭ ▭▭▭ ▭▭▭▭▭: [132, 440, 170, 640]
- article-body: নিজস্ব প্রতিবেদক — পরীক্ষার ফলাফল নিয়ে বিশ্লেষণ। ▭▭▭ ▭▭ ▭▭▭▭ ▭▭▭ ▭▭ ▭▭▭ ▭▭▭▭▭ ▭▭ ▭▭▭ ▭▭▭▭ ▭▭ ▭▭▭ ▭▭▭▭ ▭▭▭ ▭▭ ▭▭▭▭ ▭▭▭ ▭▭ ▭▭▭ ▭▭▭▭ ▭▭ ▭▭▭ ▭▭ ▭▭▭▭ ▭▭▭ ▭▭ ▭▭▭▭ ▭▭▭ ▭▭ ▭▭▭ ▭▭▭▭▭ ▭▭ ▭▭▭ ▭▭▭▭ ▭▭ ▭▭▭ ▭▭▭▭ ▭▭▭ ▭▭ ▭▭▭▭ ▭▭▭ ▭▭ ▭▭▭ ▭▭▭▭ ▭▭ ▭▭▭ ▭▭ ▭▭▭▭ ▭▭▭ ▭▭ ▭▭▭▭ ▭▭▭ ▭▭ ▭▭▭ ▭▭▭▭▭ ▭▭ ▭▭▭ ▭▭▭▭ ▭▭ ▭▭▭ ▭▭▭▭ ▭▭▭ ▭▭ ▭▭▭▭ ▭▭▭ ▭▭ ▭▭▭ ▭▭▭▭ ▭▭ ▭▭▭ ▭▭ ▭▭▭▭ ▭▭▭ ▭▭ ▭▭▭▭ ▭▭▭ ▭▭ ▭▭▭ ▭▭▭▭▭ ▭▭ ▭▭▭ ▭▭▭▭ ▭▭ ▭▭▭ ▭▭▭▭ ▭▭▭ ▭▭ ▭▭▭▭ ▭▭▭ ▭▭ ▭▭▭ ▭▭▭▭ ▭▭ ▭▭▭ ▭▭ ▭▭▭▭ ▭▭▭ ▭▭ ▭▭▭▭ ▭▭▭ ▭▭ ▭▭▭ ▭▭▭▭▭ ▭▭ ▭▭▭ ▭▭▭▭ ▭▭ ▭▭▭ ▭▭▭▭ ▭▭▭ ▭▭ ▭▭▭▭ ▭▭▭ ▭▭ ▭▭▭ ▭▭▭▭ ▭▭ ▭▭▭ ▭▭ ▭▭▭▭ ▭▭▭ ▭▭ ▭▭▭▭ ▭▭▭ ▭▭ ▭▭▭ ▭▭▭▭▭ ▭▭ ▭▭▭ ▭▭▭▭ ▭▭ ▭▭▭ ▭▭▭▭ ▭▭▭ ▭▭ ▭▭▭▭ ▭▭▭ ▭▭ ▭▭▭ ▭▭▭▭ ▭▭ ▭▭▭ ▭▭ ▭▭▭▭ ▭▭▭ ▭▭ ▭▭▭▭ ▭▭▭ ▭▭ ▭▭▭ ▭▭▭▭▭ ▭▭ ▭▭▭ ▭▭▭▭ ▭▭ ▭▭▭ ▭▭▭▭ ▭▭▭ ▭▭ ▭▭▭▭ ▭▭▭ ▭▭ ▭▭▭ ▭▭▭▭ ▭▭ ▭▭▭ ▭▭ ▭▭▭▭ ▭▭▭ ▭▭ ▭▭▭▭ ▭▭▭ ▭▭ ▭▭▭ ▭▭▭▭▭ ▭▭ ▭▭▭ ▭▭▭▭ ▭▭ ▭▭▭ ▭▭▭▭ ▭▭▭ ▭▭ ▭▭▭▭ ▭▭▭ ▭▭ ▭▭▭ ▭▭▭▭ ▭▭ ▭▭▭ ▭▭ ▭▭▭▭ ▭▭▭ ▭▭ ▭▭▭▭ ▭▭▭ ▭▭ ▭▭▭ ▭▭▭▭▭ ▭▭ ▭▭▭ ▭▭▭▭ ▭▭ ▭▭▭ ▭▭▭▭ ▭▭▭ ▭▭ ▭▭▭▭ ▭▭▭ ▭▭ ▭▭▭ ▭▭▭▭ ▭▭ ▭▭▭ ▭▭ ▭▭▭▭ ▭▭▭ ▭▭ ▭▭▭▭ ▭▭▭ ▭▭ ▭▭▭ ▭▭▭▭▭ ▭▭ ▭▭▭ ▭▭▭▭ ▭▭ ▭▭▭ ▭▭▭▭ ▭▭▭ ▭▭ ▭▭▭▭ ▭▭▭ ▭▭ ▭▭▭ ▭▭▭▭ ▭▭ ▭▭▭ ▭▭ ▭▭▭▭ ▭▭▭ ▭▭ ▭▭▭▭ ▭▭▭ ▭▭ ▭▭▭ ▭▭▭▭▭ ▭▭ ▭▭▭ ▭▭▭▭ ▭▭ ▭▭▭ ▭▭▭▭ ▭▭▭ ▭▭ ▭▭▭▭ ▭▭▭ ▭▭ ▭▭▭ ▭▭▭▭ ▭▭ ▭▭▭ ▭▭ ▭▭▭▭ ▭▭▭ ▭▭ ▭▭▭▭ ▭▭▭ ▭▭ ▭▭▭ ▭▭▭▭▭ ▭▭ ▭▭▭ ▭▭▭▭ ▭▭ ▭▭▭ ▭▭▭▭ ▭▭▭ ▭▭ ▭▭▭▭ ▭▭▭ ▭▭ ▭▭▭ ▭▭▭▭ ▭▭ ▭▭▭ ▭▭ ▭▭▭▭ ▭▭▭ ▭▭ ▭▭▭▭ ▭▭▭ ▭▭ ▭▭▭ ▭▭▭▭▭ ▭▭ ▭▭▭ ▭▭▭▭ ▭▭ ▭▭▭ ▭▭▭▭ ▭▭▭ ▭▭ ▭▭▭▭ ▭▭▭ ▭▭ ▭▭▭ ▭▭▭▭ ▭▭ ▭▭▭ ▭▭ ▭▭▭▭ ▭▭▭ ▭▭ ▭▭▭▭ ▭▭▭ ▭▭ ▭▭▭ ▭▭▭▭▭ ▭▭ ▭▭▭ ▭▭▭▭ ▭▭ ▭▭▭ ▭▭▭▭ ▭▭▭ ▭▭ ▭▭▭▭ ▭▭▭ ▭▭ ▭▭▭ ▭▭▭▭ ▭▭ ▭▭▭ ▭▭ ▭▭▭▭ ▭▭▭ ▭▭ ▭▭▭▭ ▭▭▭ ▭▭ ▭▭▭ ▭▭▭▭▭ ▭▭ ▭▭▭ ▭▭▭▭ ▭▭ ▭▭▭ ▭▭▭▭ ▭▭▭ ▭▭ ▭▭▭▭ ▭▭▭ ▭▭ ▭▭▭ ▭▭▭▭ ▭▭ ▭▭▭ ▭▭ ▭▭▭▭ ▭▭▭ ▭▭ ▭▭▭▭ ▭▭▭ ▭▭ ▭▭▭ ▭▭▭▭▭ ▭▭ ▭▭▭ ▭▭▭▭ ▭▭ ▭▭▭ ▭▭▭▭ ▭▭▭ ▭▭ ▭▭▭▭ ▭▭▭ ▭▭ ▭▭▭ ▭▭▭▭ ▭▭ ▭▭▭ ▭▭ ▭▭▭▭ ▭▭▭ ▭▭ ▭▭▭▭ ▭▭▭ ▭▭ ▭▭▭ ▭▭▭▭▭: [175, 390, 385, 517]
- article-shohid: [175, 188, 385, 373]
- article-body: নিজস্ব প্রতিবেদক — সংস্কার প্রস্তাব জমা দেওয়া হবে। ▭▭▭ ▭▭ ▭▭▭▭ ▭▭▭ ▭▭ ▭▭▭ ▭▭▭▭▭ ▭▭ ▭▭▭ ▭▭▭▭ ▭▭ ▭▭▭ ▭▭▭▭ ▭▭▭ ▭▭ ▭▭▭▭ ▭▭▭ ▭▭ ▭▭▭ ▭▭▭▭ ▭▭ ▭▭▭ ▭▭ ▭▭▭▭ ▭▭▭ ▭▭ ▭▭▭▭ ▭▭▭ ▭▭ ▭▭▭ ▭▭▭▭▭ ▭▭ ▭▭▭ ▭▭▭▭ ▭▭ ▭▭▭ ▭▭▭▭ ▭▭▭ ▭▭ ▭▭▭▭ ▭▭▭ ▭▭ ▭▭▭ ▭▭▭▭ ▭▭ ▭▭▭ ▭▭ ▭▭▭▭ ▭▭▭ ▭▭ ▭▭▭▭ ▭▭▭ ▭▭ ▭▭▭ ▭▭▭▭▭ ▭▭ ▭▭▭ ▭▭▭▭ ▭▭ ▭▭▭ ▭▭▭▭ ▭▭▭ ▭▭ ▭▭▭▭ ▭▭▭ ▭▭ ▭▭▭ ▭▭▭▭ ▭▭ ▭▭▭ ▭▭ ▭▭▭▭ ▭▭▭ ▭▭ ▭▭▭▭ ▭▭▭ ▭▭ ▭▭▭ ▭▭▭▭▭ ▭▭ ▭▭▭ ▭▭▭▭ ▭▭ ▭▭▭ ▭▭▭▭ ▭▭▭ ▭▭ ▭▭▭▭ ▭▭▭ ▭▭ ▭▭▭ ▭▭▭▭ ▭▭ ▭▭▭ ▭▭ ▭▭▭▭ ▭▭▭ ▭▭ ▭▭▭▭ ▭▭▭ ▭▭ ▭▭▭ ▭▭▭▭▭ ▭▭ ▭▭▭ ▭▭▭▭ ▭▭ ▭▭▭ ▭▭▭▭ ▭▭▭ ▭▭ ▭▭▭▭ ▭▭▭ ▭▭ ▭▭▭ ▭▭▭▭ ▭▭ ▭▭▭ ▭▭ ▭▭▭▭ ▭▭▭ ▭▭ ▭▭▭▭ ▭▭▭ ▭▭ ▭▭▭ ▭▭▭▭▭ ▭▭ ▭▭▭ ▭▭▭▭ ▭▭ ▭▭▭ ▭▭▭▭ ▭▭▭ ▭▭ ▭▭▭▭ ▭▭▭ ▭▭ ▭▭▭ ▭▭▭▭ ▭▭ ▭▭▭ ▭▭ ▭▭▭▭ ▭▭▭ ▭▭ ▭▭▭▭ ▭▭▭ ▭▭ ▭▭▭ ▭▭▭▭▭ ▭▭ ▭▭▭ ▭▭▭▭ ▭▭ ▭▭▭ ▭▭▭▭ ▭▭▭ ▭▭ ▭▭▭▭ ▭▭▭ ▭▭ ▭▭▭ ▭▭▭▭ ▭▭ ▭▭▭ ▭▭ ▭▭▭▭ ▭▭▭ ▭▭ ▭▭▭▭ ▭▭▭ ▭▭ ▭▭▭ ▭▭▭▭▭ ▭▭ ▭▭▭ ▭▭▭▭ ▭▭ ▭▭▭ ▭▭▭▭ ▭▭▭ ▭▭ ▭▭▭▭ ▭▭▭ ▭▭ ▭▭▭ ▭▭▭▭ ▭▭ ▭▭▭ ▭▭ ▭▭▭▭ ▭▭▭ ▭▭ ▭▭▭▭ ▭▭▭ ▭▭ ▭▭▭ ▭▭▭▭▭ ▭▭ ▭▭▭ ▭▭▭▭ ▭▭ ▭▭▭ ▭▭▭▭ ▭▭▭ ▭▭ ▭▭▭▭ ▭▭▭ ▭▭ ▭▭▭ ▭▭▭▭ ▭▭ ▭▭▭ ▭▭ ▭▭▭▭ ▭▭▭ ▭▭ ▭▭▭▭ ▭▭▭ ▭▭ ▭▭▭ ▭▭▭▭▭ ▭▭ ▭▭▭ ▭▭▭▭ ▭▭ ▭▭▭ ▭▭▭▭ ▭▭▭ ▭▭ ▭▭▭▭ ▭▭▭ ▭▭ ▭▭▭ ▭▭▭▭ ▭▭ ▭▭▭ ▭▭ ▭▭▭▭ ▭▭▭ ▭▭ ▭▭▭▭ ▭▭▭ ▭▭ ▭▭▭ ▭▭▭▭▭ ▭▭ ▭▭▭ ▭▭▭▭ ▭▭ ▭▭▭ ▭▭▭▭ ▭▭▭ ▭▭ ▭▭▭▭ ▭▭▭ ▭▭ ▭▭▭ ▭▭▭▭ ▭▭ ▭▭▭ ▭▭ ▭▭▭▭ ▭▭▭ ▭▭ ▭▭▭▭ ▭▭▭ ▭▭ ▭▭▭ ▭▭▭▭▭ ▭▭ ▭▭▭ ▭▭▭▭ ▭▭ ▭▭▭ ▭▭▭▭ ▭▭▭ ▭▭ ▭▭▭▭ ▭▭▭ ▭▭ ▭▭▭ ▭▭▭▭ ▭▭ ▭▭▭ ▭▭ ▭▭▭▭ ▭▭▭ ▭▭ ▭▭▭▭ ▭▭▭ ▭▭ ▭▭▭ ▭▭▭▭▭ ▭▭ ▭▭▭ ▭▭▭▭ ▭▭ ▭▭▭ ▭▭▭▭ ▭▭▭ ▭▭ ▭▭▭▭ ▭▭▭ ▭▭ ▭▭▭ ▭▭▭▭ ▭▭ ▭▭▭ ▭▭ ▭▭▭▭ ▭▭▭ ▭▭ ▭▭▭▭ ▭▭▭ ▭▭ ▭▭▭ ▭▭▭▭▭ ▭▭ ▭▭▭ ▭▭▭▭ ▭▭ ▭▭▭ ▭▭▭▭ ▭▭▭ ▭▭ ▭▭▭▭ ▭▭▭ ▭▭ ▭▭▭ ▭▭▭▭ ▭▭ ▭▭▭ ▭▭ ▭▭▭▭ ▭▭▭ ▭▭ ▭▭▭▭ ▭▭▭ ▭▭ ▭▭▭ ▭▭▭▭▭ ▭▭ ▭▭▭ ▭▭▭▭ ▭▭ ▭▭▭ ▭▭▭▭ ▭▭▭ ▭▭ ▭▭▭▭ ▭▭▭ ▭▭ ▭▭▭ ▭▭▭▭ ▭▭ ▭▭▭ ▭▭ ▭▭▭▭ ▭▭▭ ▭▭ ▭▭▭▭ ▭▭▭ ▭▭ ▭▭▭ ▭▭▭▭▭ ▭▭ ▭▭▭ ▭▭▭▭ ▭▭ ▭▭▭ ▭▭▭▭ ▭▭▭ ▭▭ ▭▭▭▭ ▭▭▭ ▭▭ ▭▭▭ ▭▭▭▭ ▭▭ ▭▭▭ ▭▭ ▭▭▭▭ ▭▭▭ ▭▭ ▭▭▭▭ ▭▭▭ ▭▭ ▭▭▭ ▭▭▭▭▭: [391, 338, 441, 438]
- article-kathamo: [132, 38, 170, 276]
- article-headline: অজানাজন্য আসামি: [510, 303, 584, 313]
- article-durniti: [132, 410, 170, 640]
- row-divider: [174, 185, 386, 186]
- article-rohang: [447, 538, 647, 808]
- article-headline: যোগাযোগের নিয়ে: [36, 166, 96, 175]
- article-headline: শহীদদের স্বপ্নপূরণ: [249, 188, 311, 198]
- article-songskar: [391, 318, 441, 438]
- article-headline: হত্যাকিন আছি একতা: [392, 512, 440, 531]
- row-divider: [445, 300, 648, 301]
- article-headline: হামলার প্রতিবাদকালীন: [506, 813, 588, 823]
- column-divider: [388, 38, 389, 982]
- article-headline: বিদায়ি ভাষণে যা বাইডেনের: [21, 38, 111, 47]
- article-pahari: [175, 638, 385, 813]
- article-headline: রিভিউ হচ্ছে সিদ্ধান্ত: [244, 38, 316, 48]
- article-body: নিজস্ব প্রতিবেদক — বিভিন্ন সিদ্ধান্ত পুনর্বিবেচনা করা হচ্ছে। ▭▭▭ ▭▭ ▭▭▭▭ ▭▭▭ ▭▭ ▭▭▭ ▭▭▭▭▭ ▭▭ ▭▭▭ ▭▭▭▭ ▭▭ ▭▭▭ ▭▭▭▭ ▭▭▭ ▭▭ ▭▭▭▭ ▭▭▭ ▭▭ ▭▭▭ ▭▭▭▭ ▭▭ ▭▭▭ ▭▭ ▭▭▭▭ ▭▭▭ ▭▭ ▭▭▭▭ ▭▭▭ ▭▭ ▭▭▭ ▭▭▭▭▭ ▭▭ ▭▭▭ ▭▭▭▭ ▭▭ ▭▭▭ ▭▭▭▭ ▭▭▭ ▭▭ ▭▭▭▭ ▭▭▭ ▭▭ ▭▭▭ ▭▭▭▭ ▭▭ ▭▭▭ ▭▭ ▭▭▭▭ ▭▭▭ ▭▭ ▭▭▭▭ ▭▭▭ ▭▭ ▭▭▭ ▭▭▭▭▭ ▭▭ ▭▭▭ ▭▭▭▭ ▭▭ ▭▭▭ ▭▭▭▭ ▭▭▭ ▭▭ ▭▭▭▭ ▭▭▭ ▭▭ ▭▭▭ ▭▭▭▭ ▭▭ ▭▭▭ ▭▭ ▭▭▭▭ ▭▭▭ ▭▭ ▭▭▭▭ ▭▭▭ ▭▭ ▭▭▭ ▭▭▭▭▭ ▭▭ ▭▭▭ ▭▭▭▭ ▭▭ ▭▭▭ ▭▭▭▭ ▭▭▭ ▭▭ ▭▭▭▭ ▭▭▭ ▭▭ ▭▭▭ ▭▭▭▭ ▭▭ ▭▭▭ ▭▭ ▭▭▭▭ ▭▭▭ ▭▭ ▭▭▭▭ ▭▭▭ ▭▭ ▭▭▭ ▭▭▭▭▭ ▭▭ ▭▭▭ ▭▭▭▭ ▭▭ ▭▭▭ ▭▭▭▭ ▭▭▭ ▭▭ ▭▭▭▭ ▭▭▭ ▭▭ ▭▭▭ ▭▭▭▭ ▭▭ ▭▭▭ ▭▭ ▭▭▭▭ ▭▭▭ ▭▭ ▭▭▭▭ ▭▭▭ ▭▭ ▭▭▭ ▭▭▭▭▭ ▭▭ ▭▭▭ ▭▭▭▭ ▭▭ ▭▭▭ ▭▭▭▭ ▭▭▭ ▭▭ ▭▭▭▭ ▭▭▭ ▭▭ ▭▭▭ ▭▭▭▭ ▭▭ ▭▭▭ ▭▭ ▭▭▭▭ ▭▭▭ ▭▭ ▭▭▭▭ ▭▭▭ ▭▭ ▭▭▭ ▭▭▭▭▭ ▭▭ ▭▭▭ ▭▭▭▭ ▭▭ ▭▭▭ ▭▭▭▭ ▭▭▭ ▭▭ ▭▭▭▭ ▭▭▭ ▭▭ ▭▭▭ ▭▭▭▭ ▭▭ ▭▭▭ ▭▭ ▭▭▭▭ ▭▭▭ ▭▭ ▭▭▭▭ ▭▭▭ ▭▭ ▭▭▭ ▭▭▭▭▭ ▭▭ ▭▭▭ ▭▭▭▭ ▭▭ ▭▭▭ ▭▭▭▭ ▭▭▭ ▭▭ ▭▭▭▭ ▭▭▭ ▭▭ ▭▭▭ ▭▭▭▭ ▭▭ ▭▭▭ ▭▭ ▭▭▭▭ ▭▭▭ ▭▭ ▭▭▭▭ ▭▭▭ ▭▭ ▭▭▭ ▭▭▭▭▭ ▭▭ ▭▭▭ ▭▭▭▭ ▭▭ ▭▭▭ ▭▭▭▭ ▭▭▭ ▭▭ ▭▭▭▭ ▭▭▭ ▭▭ ▭▭▭ ▭▭▭▭ ▭▭ ▭▭▭ ▭▭ ▭▭▭▭ ▭▭▭ ▭▭ ▭▭▭▭ ▭▭▭ ▭▭ ▭▭▭ ▭▭▭▭▭ ▭▭ ▭▭▭ ▭▭▭▭ ▭▭ ▭▭▭ ▭▭▭▭ ▭▭▭ ▭▭ ▭▭▭▭ ▭▭▭ ▭▭ ▭▭▭ ▭▭▭▭ ▭▭ ▭▭▭ ▭▭ ▭▭▭▭ ▭▭▭ ▭▭ ▭▭▭▭ ▭▭▭ ▭▭ ▭▭▭ ▭▭▭▭▭ ▭▭ ▭▭▭ ▭▭▭▭ ▭▭ ▭▭▭ ▭▭▭▭ ▭▭▭ ▭▭ ▭▭▭▭ ▭▭▭ ▭▭ ▭▭▭ ▭▭▭▭ ▭▭ ▭▭▭ ▭▭ ▭▭▭▭ ▭▭▭ ▭▭ ▭▭▭▭ ▭▭▭ ▭▭ ▭▭▭ ▭▭▭▭▭ ▭▭ ▭▭▭ ▭▭▭▭ ▭▭ ▭▭▭ ▭▭▭▭ ▭▭▭ ▭▭ ▭▭▭▭ ▭▭▭ ▭▭ ▭▭▭ ▭▭▭▭ ▭▭ ▭▭▭ ▭▭ ▭▭▭▭ ▭▭▭ ▭▭ ▭▭▭▭ ▭▭▭ ▭▭ ▭▭▭ ▭▭▭▭▭ ▭▭ ▭▭▭ ▭▭▭▭ ▭▭ ▭▭▭ ▭▭▭▭ ▭▭▭ ▭▭ ▭▭▭▭ ▭▭▭ ▭▭ ▭▭▭ ▭▭▭▭ ▭▭ ▭▭▭ ▭▭ ▭▭▭▭ ▭▭▭ ▭▭ ▭▭▭▭ ▭▭▭ ▭▭ ▭▭▭ ▭▭▭▭▭ ▭▭ ▭▭▭ ▭▭▭▭ ▭▭ ▭▭▭ ▭▭▭▭ ▭▭▭ ▭▭ ▭▭▭▭ ▭▭▭ ▭▭ ▭▭▭ ▭▭▭▭ ▭▭ ▭▭▭ ▭▭ ▭▭▭▭ ▭▭▭ ▭▭ ▭▭▭▭ ▭▭▭ ▭▭ ▭▭▭ ▭▭▭▭▭ ▭▭ ▭▭▭ ▭▭▭▭ ▭▭ ▭▭▭ ▭▭▭▭ ▭▭▭ ▭▭ ▭▭▭▭ ▭▭▭ ▭▭ ▭▭▭ ▭▭▭▭ ▭▭ ▭▭▭ ▭▭ ▭▭▭▭ ▭▭▭ ▭▭ ▭▭▭▭ ▭▭▭ ▭▭ ▭▭▭ ▭▭▭▭▭ ▭▭ ▭▭▭ ▭▭▭▭ ▭▭ ▭▭▭ ▭▭▭▭ ▭▭▭ ▭▭ ▭▭▭▭ ▭▭▭ ▭▭ ▭▭▭ ▭▭▭▭ ▭▭ ▭▭▭ ▭▭ ▭▭▭▭ ▭▭▭ ▭▭ ▭▭▭▭ ▭▭▭ ▭▭ ▭▭▭ ▭▭▭▭▭: [175, 50, 385, 177]
- masthead: [0, 0, 650, 36]
- article-hottakin: [391, 512, 441, 697]
- article-headline: উইলিসে নিয়ে সমালোচনা: [393, 38, 439, 57]
- row-divider: [174, 635, 386, 636]
- logo-part1: বাংলাদেশ: [12, 4, 87, 28]
- article-headline: কাঠামোর লক্ষ করে: [136, 38, 166, 57]
- article-body: নিজস্ব প্রতিবেদক — ঋণ সংক্রান্ত প্রতিবেদন। ▭▭▭ ▭▭ ▭▭▭▭ ▭▭▭ ▭▭ ▭▭▭ ▭▭▭▭▭ ▭▭ ▭▭▭ ▭▭▭▭ ▭▭ ▭▭▭ ▭▭▭▭ ▭▭▭ ▭▭ ▭▭▭▭ ▭▭▭ ▭▭ ▭▭▭ ▭▭▭▭ ▭▭ ▭▭▭ ▭▭ ▭▭▭▭ ▭▭▭ ▭▭ ▭▭▭▭ ▭▭▭ ▭▭ ▭▭▭ ▭▭▭▭▭ ▭▭ ▭▭▭ ▭▭▭▭ ▭▭ ▭▭▭ ▭▭▭▭ ▭▭▭ ▭▭ ▭▭▭▭ ▭▭▭ ▭▭ ▭▭▭ ▭▭▭▭ ▭▭ ▭▭▭ ▭▭ ▭▭▭▭ ▭▭▭ ▭▭ ▭▭▭▭ ▭▭▭ ▭▭ ▭▭▭ ▭▭▭▭▭ ▭▭ ▭▭▭ ▭▭▭▭ ▭▭ ▭▭▭ ▭▭▭▭ ▭▭▭ ▭▭ ▭▭▭▭ ▭▭▭ ▭▭ ▭▭▭ ▭▭▭▭ ▭▭ ▭▭▭ ▭▭ ▭▭▭▭ ▭▭▭ ▭▭ ▭▭▭▭ ▭▭▭ ▭▭ ▭▭▭ ▭▭▭▭▭ ▭▭ ▭▭▭ ▭▭▭▭ ▭▭ ▭▭▭ ▭▭▭▭ ▭▭▭ ▭▭ ▭▭▭▭ ▭▭▭ ▭▭ ▭▭▭ ▭▭▭▭ ▭▭ ▭▭▭ ▭▭ ▭▭▭▭ ▭▭▭ ▭▭ ▭▭▭▭ ▭▭▭ ▭▭ ▭▭▭ ▭▭▭▭▭ ▭▭ ▭▭▭ ▭▭▭▭ ▭▭ ▭▭▭ ▭▭▭▭ ▭▭▭ ▭▭ ▭▭▭▭ ▭▭▭ ▭▭ ▭▭▭ ▭▭▭▭ ▭▭ ▭▭▭ ▭▭ ▭▭▭▭ ▭▭▭ ▭▭ ▭▭▭▭ ▭▭▭ ▭▭ ▭▭▭ ▭▭▭▭▭ ▭▭ ▭▭▭ ▭▭▭▭ ▭▭ ▭▭▭ ▭▭▭▭ ▭▭▭ ▭▭ ▭▭▭▭ ▭▭▭ ▭▭ ▭▭▭ ▭▭▭▭ ▭▭ ▭▭▭ ▭▭ ▭▭▭▭ ▭▭▭ ▭▭ ▭▭▭▭ ▭▭▭ ▭▭ ▭▭▭ ▭▭▭▭▭ ▭▭ ▭▭▭ ▭▭▭▭ ▭▭ ▭▭▭ ▭▭▭▭ ▭▭▭ ▭▭ ▭▭▭▭ ▭▭▭ ▭▭ ▭▭▭ ▭▭▭▭ ▭▭ ▭▭▭ ▭▭ ▭▭▭▭ ▭▭▭ ▭▭ ▭▭▭▭ ▭▭▭ ▭▭ ▭▭▭ ▭▭▭▭▭ ▭▭ ▭▭▭ ▭▭▭▭ ▭▭ ▭▭▭ ▭▭▭▭ ▭▭▭ ▭▭ ▭▭▭▭ ▭▭▭ ▭▭ ▭▭▭ ▭▭▭▭ ▭▭ ▭▭▭ ▭▭ ▭▭▭▭ ▭▭▭ ▭▭ ▭▭▭▭ ▭▭▭ ▭▭ ▭▭▭ ▭▭▭▭▭ ▭▭ ▭▭▭ ▭▭▭▭ ▭▭ ▭▭▭ ▭▭▭▭ ▭▭▭ ▭▭ ▭▭▭▭ ▭▭▭ ▭▭ ▭▭▭ ▭▭▭▭ ▭▭ ▭▭▭ ▭▭ ▭▭▭▭ ▭▭▭ ▭▭ ▭▭▭▭ ▭▭▭ ▭▭ ▭▭▭ ▭▭▭▭▭ ▭▭ ▭▭▭ ▭▭▭▭ ▭▭ ▭▭▭ ▭▭▭▭ ▭▭▭ ▭▭ ▭▭▭▭ ▭▭▭ ▭▭ ▭▭▭ ▭▭▭▭ ▭▭ ▭▭▭ ▭▭ ▭▭▭▭ ▭▭▭ ▭▭ ▭▭▭▭ ▭▭▭ ▭▭ ▭▭▭ ▭▭▭▭▭ ▭▭ ▭▭▭ ▭▭▭▭ ▭▭ ▭▭▭ ▭▭▭▭ ▭▭▭ ▭▭ ▭▭▭▭ ▭▭▭ ▭▭ ▭▭▭ ▭▭▭▭ ▭▭ ▭▭▭ ▭▭ ▭▭▭▭ ▭▭▭ ▭▭ ▭▭▭▭ ▭▭▭ ▭▭ ▭▭▭ ▭▭▭▭▭ ▭▭ ▭▭▭ ▭▭▭▭ ▭▭ ▭▭▭ ▭▭▭▭ ▭▭▭ ▭▭ ▭▭▭▭ ▭▭▭ ▭▭ ▭▭▭ ▭▭▭▭ ▭▭ ▭▭▭ ▭▭ ▭▭▭▭ ▭▭▭ ▭▭ ▭▭▭▭ ▭▭▭ ▭▭ ▭▭▭ ▭▭▭▭▭ ▭▭ ▭▭▭ ▭▭▭▭ ▭▭ ▭▭▭ ▭▭▭▭ ▭▭▭ ▭▭ ▭▭▭▭ ▭▭▭ ▭▭ ▭▭▭ ▭▭▭▭ ▭▭ ▭▭▭ ▭▭ ▭▭▭▭ ▭▭▭ ▭▭ ▭▭▭▭ ▭▭▭ ▭▭ ▭▭▭ ▭▭▭▭▭ ▭▭ ▭▭▭ ▭▭▭▭ ▭▭ ▭▭▭ ▭▭▭▭ ▭▭▭ ▭▭ ▭▭▭▭ ▭▭▭ ▭▭ ▭▭▭ ▭▭▭▭ ▭▭ ▭▭▭ ▭▭ ▭▭▭▭ ▭▭▭ ▭▭ ▭▭▭▭ ▭▭▭ ▭▭ ▭▭▭ ▭▭▭▭▭ ▭▭ ▭▭▭ ▭▭▭▭ ▭▭ ▭▭▭ ▭▭▭▭ ▭▭▭ ▭▭ ▭▭▭▭ ▭▭▭ ▭▭ ▭▭▭ ▭▭▭▭ ▭▭ ▭▭▭ ▭▭ ▭▭▭▭ ▭▭▭ ▭▭ ▭▭▭▭ ▭▭▭ ▭▭ ▭▭▭ ▭▭▭▭▭ ▭▭ ▭▭▭ ▭▭▭▭ ▭▭ ▭▭▭ ▭▭▭▭ ▭▭▭ ▭▭ ▭▭▭▭ ▭▭▭ ▭▭ ▭▭▭ ▭▭▭▭ ▭▭ ▭▭▭ ▭▭ ▭▭▭▭ ▭▭▭ ▭▭ ▭▭▭▭ ▭▭▭ ▭▭ ▭▭▭ ▭▭▭▭▭: [391, 838, 441, 980]
- article-body: নিজস্ব প্রতিবেদক — বিভিন্ন বিষয়ে প্রতিবেদন। ▭▭▭ ▭▭ ▭▭▭▭ ▭▭▭ ▭▭ ▭▭▭ ▭▭▭▭▭ ▭▭ ▭▭▭ ▭▭▭▭ ▭▭ ▭▭▭ ▭▭▭▭ ▭▭▭ ▭▭ ▭▭▭▭ ▭▭▭ ▭▭ ▭▭▭ ▭▭▭▭ ▭▭ ▭▭▭ ▭▭ ▭▭▭▭ ▭▭▭ ▭▭ ▭▭▭▭ ▭▭▭ ▭▭ ▭▭▭ ▭▭▭▭▭ ▭▭ ▭▭▭ ▭▭▭▭ ▭▭ ▭▭▭ ▭▭▭▭ ▭▭▭ ▭▭ ▭▭▭▭ ▭▭▭ ▭▭ ▭▭▭ ▭▭▭▭ ▭▭ ▭▭▭ ▭▭ ▭▭▭▭ ▭▭▭ ▭▭ ▭▭▭▭ ▭▭▭ ▭▭ ▭▭▭ ▭▭▭▭▭ ▭▭ ▭▭▭ ▭▭▭▭ ▭▭ ▭▭▭ ▭▭▭▭ ▭▭▭ ▭▭ ▭▭▭▭ ▭▭▭ ▭▭ ▭▭▭ ▭▭▭▭ ▭▭ ▭▭▭ ▭▭ ▭▭▭▭ ▭▭▭ ▭▭ ▭▭▭▭ ▭▭▭ ▭▭ ▭▭▭ ▭▭▭▭▭ ▭▭ ▭▭▭ ▭▭▭▭ ▭▭ ▭▭▭ ▭▭▭▭ ▭▭▭ ▭▭ ▭▭▭▭ ▭▭▭ ▭▭ ▭▭▭ ▭▭▭▭ ▭▭ ▭▭▭ ▭▭ ▭▭▭▭ ▭▭▭ ▭▭ ▭▭▭▭ ▭▭▭ ▭▭ ▭▭▭ ▭▭▭▭▭ ▭▭ ▭▭▭ ▭▭▭▭ ▭▭ ▭▭▭ ▭▭▭▭ ▭▭▭ ▭▭ ▭▭▭▭ ▭▭▭ ▭▭ ▭▭▭ ▭▭▭▭ ▭▭ ▭▭▭ ▭▭ ▭▭▭▭ ▭▭▭ ▭▭ ▭▭▭▭ ▭▭▭ ▭▭ ▭▭▭ ▭▭▭▭▭ ▭▭ ▭▭▭ ▭▭▭▭ ▭▭ ▭▭▭ ▭▭▭▭ ▭▭▭ ▭▭ ▭▭▭▭ ▭▭▭ ▭▭ ▭▭▭ ▭▭▭▭ ▭▭ ▭▭▭ ▭▭ ▭▭▭▭ ▭▭▭ ▭▭ ▭▭▭▭ ▭▭▭ ▭▭ ▭▭▭ ▭▭▭▭▭ ▭▭ ▭▭▭ ▭▭▭▭ ▭▭ ▭▭▭ ▭▭▭▭ ▭▭▭ ▭▭ ▭▭▭▭ ▭▭▭ ▭▭ ▭▭▭ ▭▭▭▭ ▭▭ ▭▭▭ ▭▭ ▭▭▭▭ ▭▭▭ ▭▭ ▭▭▭▭ ▭▭▭ ▭▭ ▭▭▭ ▭▭▭▭▭ ▭▭ ▭▭▭ ▭▭▭▭ ▭▭ ▭▭▭ ▭▭▭▭ ▭▭▭ ▭▭ ▭▭▭▭ ▭▭▭ ▭▭ ▭▭▭ ▭▭▭▭ ▭▭ ▭▭▭ ▭▭ ▭▭▭▭ ▭▭▭ ▭▭ ▭▭▭▭ ▭▭▭ ▭▭ ▭▭▭ ▭▭▭▭▭ ▭▭ ▭▭▭ ▭▭▭▭ ▭▭ ▭▭▭ ▭▭▭▭ ▭▭▭ ▭▭ ▭▭▭▭ ▭▭▭ ▭▭ ▭▭▭ ▭▭▭▭ ▭▭ ▭▭▭ ▭▭ ▭▭▭▭ ▭▭▭ ▭▭ ▭▭▭▭ ▭▭▭ ▭▭ ▭▭▭ ▭▭▭▭▭ ▭▭ ▭▭▭ ▭▭▭▭ ▭▭ ▭▭▭ ▭▭▭▭ ▭▭▭ ▭▭ ▭▭▭▭ ▭▭▭ ▭▭ ▭▭▭ ▭▭▭▭ ▭▭ ▭▭▭ ▭▭ ▭▭▭▭ ▭▭▭ ▭▭ ▭▭▭▭ ▭▭▭ ▭▭ ▭▭▭ ▭▭▭▭▭ ▭▭ ▭▭▭ ▭▭▭▭ ▭▭ ▭▭▭ ▭▭▭▭ ▭▭▭ ▭▭ ▭▭▭▭ ▭▭▭ ▭▭ ▭▭▭ ▭▭▭▭ ▭▭ ▭▭▭ ▭▭ ▭▭▭▭ ▭▭▭ ▭▭ ▭▭▭▭ ▭▭▭ ▭▭ ▭▭▭ ▭▭▭▭▭ ▭▭ ▭▭▭ ▭▭▭▭ ▭▭ ▭▭▭ ▭▭▭▭ ▭▭▭ ▭▭ ▭▭▭▭ ▭▭▭ ▭▭ ▭▭▭ ▭▭▭▭ ▭▭ ▭▭▭ ▭▭ ▭▭▭▭ ▭▭▭ ▭▭ ▭▭▭▭ ▭▭▭ ▭▭ ▭▭▭ ▭▭▭▭▭ ▭▭ ▭▭▭ ▭▭▭▭ ▭▭ ▭▭▭ ▭▭▭▭ ▭▭▭ ▭▭ ▭▭▭▭ ▭▭▭ ▭▭ ▭▭▭ ▭▭▭▭ ▭▭ ▭▭▭ ▭▭ ▭▭▭▭ ▭▭▭ ▭▭ ▭▭▭▭ ▭▭▭ ▭▭ ▭▭▭ ▭▭▭▭▭ ▭▭ ▭▭▭ ▭▭▭▭ ▭▭ ▭▭▭ ▭▭▭▭ ▭▭▭ ▭▭ ▭▭▭▭ ▭▭▭ ▭▭ ▭▭▭ ▭▭▭▭ ▭▭ ▭▭▭ ▭▭ ▭▭▭▭ ▭▭▭ ▭▭ ▭▭▭▭ ▭▭▭ ▭▭ ▭▭▭ ▭▭▭▭▭ ▭▭ ▭▭▭ ▭▭▭▭ ▭▭ ▭▭▭ ▭▭▭▭ ▭▭▭ ▭▭ ▭▭▭▭ ▭▭▭ ▭▭ ▭▭▭ ▭▭▭▭ ▭▭ ▭▭▭ ▭▭ ▭▭▭▭ ▭▭▭ ▭▭ ▭▭▭▭ ▭▭▭ ▭▭ ▭▭▭ ▭▭▭▭▭ ▭▭ ▭▭▭ ▭▭▭▭ ▭▭ ▭▭▭ ▭▭▭▭ ▭▭▭ ▭▭ ▭▭▭▭ ▭▭▭ ▭▭ ▭▭▭ ▭▭▭▭ ▭▭ ▭▭▭ ▭▭ ▭▭▭▭ ▭▭▭ ▭▭ ▭▭▭▭ ▭▭▭ ▭▭ ▭▭▭ ▭▭▭▭▭: [447, 550, 647, 688]
- article-headline: ফেল-এইচএসসিস্থি: [246, 378, 314, 388]
- article-headline: রোহাংকে উচ্চীভূত: [514, 538, 580, 548]
- page-number: ১১: [612, 2, 646, 30]
- article-body: নিজস্ব প্রতিবেদক — একতার আহ্বান। ▭▭▭ ▭▭ ▭▭▭▭ ▭▭▭ ▭▭ ▭▭▭ ▭▭▭▭▭ ▭▭ ▭▭▭ ▭▭▭▭ ▭▭ ▭▭▭ ▭▭▭▭ ▭▭▭ ▭▭ ▭▭▭▭ ▭▭▭ ▭▭ ▭▭▭ ▭▭▭▭ ▭▭ ▭▭▭ ▭▭ ▭▭▭▭ ▭▭▭ ▭▭ ▭▭▭▭ ▭▭▭ ▭▭ ▭▭▭ ▭▭▭▭▭ ▭▭ ▭▭▭ ▭▭▭▭ ▭▭ ▭▭▭ ▭▭▭▭ ▭▭▭ ▭▭ ▭▭▭▭ ▭▭▭ ▭▭ ▭▭▭ ▭▭▭▭ ▭▭ ▭▭▭ ▭▭ ▭▭▭▭ ▭▭▭ ▭▭ ▭▭▭▭ ▭▭▭ ▭▭ ▭▭▭ ▭▭▭▭▭ ▭▭ ▭▭▭ ▭▭▭▭ ▭▭ ▭▭▭ ▭▭▭▭ ▭▭▭ ▭▭ ▭▭▭▭ ▭▭▭ ▭▭ ▭▭▭ ▭▭▭▭ ▭▭ ▭▭▭ ▭▭ ▭▭▭▭ ▭▭▭ ▭▭ ▭▭▭▭ ▭▭▭ ▭▭ ▭▭▭ ▭▭▭▭▭ ▭▭ ▭▭▭ ▭▭▭▭ ▭▭ ▭▭▭ ▭▭▭▭ ▭▭▭ ▭▭ ▭▭▭▭ ▭▭▭ ▭▭ ▭▭▭ ▭▭▭▭ ▭▭ ▭▭▭ ▭▭ ▭▭▭▭ ▭▭▭ ▭▭ ▭▭▭▭ ▭▭▭ ▭▭ ▭▭▭ ▭▭▭▭▭ ▭▭ ▭▭▭ ▭▭▭▭ ▭▭ ▭▭▭ ▭▭▭▭ ▭▭▭ ▭▭ ▭▭▭▭ ▭▭▭ ▭▭ ▭▭▭ ▭▭▭▭ ▭▭ ▭▭▭ ▭▭ ▭▭▭▭ ▭▭▭ ▭▭ ▭▭▭▭ ▭▭▭ ▭▭ ▭▭▭ ▭▭▭▭▭ ▭▭ ▭▭▭ ▭▭▭▭ ▭▭ ▭▭▭ ▭▭▭▭ ▭▭▭ ▭▭ ▭▭▭▭ ▭▭▭ ▭▭ ▭▭▭ ▭▭▭▭ ▭▭ ▭▭▭ ▭▭ ▭▭▭▭ ▭▭▭ ▭▭ ▭▭▭▭ ▭▭▭ ▭▭ ▭▭▭ ▭▭▭▭▭ ▭▭ ▭▭▭ ▭▭▭▭ ▭▭ ▭▭▭ ▭▭▭▭ ▭▭▭ ▭▭ ▭▭▭▭ ▭▭▭ ▭▭ ▭▭▭ ▭▭▭▭ ▭▭ ▭▭▭ ▭▭ ▭▭▭▭ ▭▭▭ ▭▭ ▭▭▭▭ ▭▭▭ ▭▭ ▭▭▭ ▭▭▭▭▭ ▭▭ ▭▭▭ ▭▭▭▭ ▭▭ ▭▭▭ ▭▭▭▭ ▭▭▭ ▭▭ ▭▭▭▭ ▭▭▭ ▭▭ ▭▭▭ ▭▭▭▭ ▭▭ ▭▭▭ ▭▭ ▭▭▭▭ ▭▭▭ ▭▭ ▭▭▭▭ ▭▭▭ ▭▭ ▭▭▭ ▭▭▭▭▭ ▭▭ ▭▭▭ ▭▭▭▭ ▭▭ ▭▭▭ ▭▭▭▭ ▭▭▭ ▭▭ ▭▭▭▭ ▭▭▭ ▭▭ ▭▭▭ ▭▭▭▭ ▭▭ ▭▭▭ ▭▭ ▭▭▭▭ ▭▭▭ ▭▭ ▭▭▭▭ ▭▭▭ ▭▭ ▭▭▭ ▭▭▭▭▭ ▭▭ ▭▭▭ ▭▭▭▭ ▭▭ ▭▭▭ ▭▭▭▭ ▭▭▭ ▭▭ ▭▭▭▭ ▭▭▭ ▭▭ ▭▭▭ ▭▭▭▭ ▭▭ ▭▭▭ ▭▭ ▭▭▭▭ ▭▭▭ ▭▭ ▭▭▭▭ ▭▭▭ ▭▭ ▭▭▭ ▭▭▭▭▭ ▭▭ ▭▭▭ ▭▭▭▭ ▭▭ ▭▭▭ ▭▭▭▭ ▭▭▭ ▭▭ ▭▭▭▭ ▭▭▭ ▭▭ ▭▭▭ ▭▭▭▭ ▭▭ ▭▭▭ ▭▭ ▭▭▭▭ ▭▭▭ ▭▭ ▭▭▭▭ ▭▭▭ ▭▭ ▭▭▭ ▭▭▭▭▭ ▭▭ ▭▭▭ ▭▭▭▭ ▭▭ ▭▭▭ ▭▭▭▭ ▭▭▭ ▭▭ ▭▭▭▭ ▭▭▭ ▭▭ ▭▭▭ ▭▭▭▭ ▭▭ ▭▭▭ ▭▭ ▭▭▭▭ ▭▭▭ ▭▭ ▭▭▭▭ ▭▭▭ ▭▭ ▭▭▭ ▭▭▭▭▭ ▭▭ ▭▭▭ ▭▭▭▭ ▭▭ ▭▭▭ ▭▭▭▭ ▭▭▭ ▭▭ ▭▭▭▭ ▭▭▭ ▭▭ ▭▭▭ ▭▭▭▭ ▭▭ ▭▭▭ ▭▭ ▭▭▭▭ ▭▭▭ ▭▭ ▭▭▭▭ ▭▭▭ ▭▭ ▭▭▭ ▭▭▭▭▭ ▭▭ ▭▭▭ ▭▭▭▭ ▭▭ ▭▭▭ ▭▭▭▭ ▭▭▭ ▭▭ ▭▭▭▭ ▭▭▭ ▭▭ ▭▭▭ ▭▭▭▭ ▭▭ ▭▭▭ ▭▭ ▭▭▭▭ ▭▭▭ ▭▭ ▭▭▭▭ ▭▭▭ ▭▭ ▭▭▭ ▭▭▭▭▭ ▭▭ ▭▭▭ ▭▭▭▭ ▭▭ ▭▭▭ ▭▭▭▭ ▭▭▭ ▭▭ ▭▭▭▭ ▭▭▭ ▭▭ ▭▭▭ ▭▭▭▭ ▭▭ ▭▭▭ ▭▭ ▭▭▭▭ ▭▭▭ ▭▭ ▭▭▭▭ ▭▭▭ ▭▭ ▭▭▭ ▭▭▭▭▭ ▭▭ ▭▭▭ ▭▭▭▭ ▭▭ ▭▭▭ ▭▭▭▭ ▭▭▭ ▭▭ ▭▭▭▭ ▭▭▭ ▭▭ ▭▭▭ ▭▭▭▭ ▭▭ ▭▭▭ ▭▭ ▭▭▭▭ ▭▭▭ ▭▭ ▭▭▭▭ ▭▭▭ ▭▭ ▭▭▭ ▭▭▭▭▭: [391, 532, 441, 697]
- article-body: নিজস্ব প্রতিবেদক, ঢাকা — বিভিন্ন সড়ক ও মহাসড়কে যান চলাচল নিয়ে সিদ্ধান্ত নিয়েছে সংশ্লিষ্ট কর্তৃপক্ষ। ▭▭▭ ▭▭ ▭▭▭▭ ▭▭▭ ▭▭ ▭▭▭ ▭▭▭▭▭ ▭▭ ▭▭▭ ▭▭▭▭ ▭▭ ▭▭▭ ▭▭▭▭ ▭▭▭ ▭▭ ▭▭▭▭ ▭▭▭ ▭▭ ▭▭▭ ▭▭▭▭ ▭▭ ▭▭▭ ▭▭ ▭▭▭▭ ▭▭▭ ▭▭ ▭▭▭▭ ▭▭▭ ▭▭ ▭▭▭ ▭▭▭▭▭ ▭▭ ▭▭▭ ▭▭▭▭ ▭▭ ▭▭▭ ▭▭▭▭ ▭▭▭ ▭▭ ▭▭▭▭ ▭▭▭ ▭▭ ▭▭▭ ▭▭▭▭ ▭▭ ▭▭▭ ▭▭ ▭▭▭▭ ▭▭▭ ▭▭ ▭▭▭▭ ▭▭▭ ▭▭ ▭▭▭ ▭▭▭▭▭ ▭▭ ▭▭▭ ▭▭▭▭ ▭▭ ▭▭▭ ▭▭▭▭ ▭▭▭ ▭▭ ▭▭▭▭ ▭▭▭ ▭▭ ▭▭▭ ▭▭▭▭ ▭▭ ▭▭▭ ▭▭ ▭▭▭▭ ▭▭▭ ▭▭ ▭▭▭▭ ▭▭▭ ▭▭ ▭▭▭ ▭▭▭▭▭ ▭▭ ▭▭▭ ▭▭▭▭ ▭▭ ▭▭▭ ▭▭▭▭ ▭▭▭ ▭▭ ▭▭▭▭ ▭▭▭ ▭▭ ▭▭▭ ▭▭▭▭ ▭▭ ▭▭▭ ▭▭ ▭▭▭▭ ▭▭▭ ▭▭ ▭▭▭▭ ▭▭▭ ▭▭ ▭▭▭ ▭▭▭▭▭ ▭▭ ▭▭▭ ▭▭▭▭ ▭▭ ▭▭▭ ▭▭▭▭ ▭▭▭ ▭▭ ▭▭▭▭ ▭▭▭ ▭▭ ▭▭▭ ▭▭▭▭ ▭▭ ▭▭▭ ▭▭ ▭▭▭▭ ▭▭▭ ▭▭ ▭▭▭▭ ▭▭▭ ▭▭ ▭▭▭ ▭▭▭▭▭ ▭▭ ▭▭▭ ▭▭▭▭ ▭▭ ▭▭▭ ▭▭▭▭ ▭▭▭ ▭▭ ▭▭▭▭ ▭▭▭ ▭▭ ▭▭▭ ▭▭▭▭ ▭▭ ▭▭▭ ▭▭ ▭▭▭▭ ▭▭▭ ▭▭ ▭▭▭▭ ▭▭▭ ▭▭ ▭▭▭ ▭▭▭▭▭ ▭▭ ▭▭▭ ▭▭▭▭ ▭▭ ▭▭▭ ▭▭▭▭ ▭▭▭ ▭▭ ▭▭▭▭ ▭▭▭ ▭▭ ▭▭▭ ▭▭▭▭ ▭▭ ▭▭▭ ▭▭ ▭▭▭▭ ▭▭▭ ▭▭ ▭▭▭▭ ▭▭▭ ▭▭ ▭▭▭ ▭▭▭▭▭ ▭▭ ▭▭▭ ▭▭▭▭ ▭▭ ▭▭▭ ▭▭▭▭ ▭▭▭ ▭▭ ▭▭▭▭ ▭▭▭ ▭▭ ▭▭▭ ▭▭▭▭ ▭▭ ▭▭▭ ▭▭ ▭▭▭▭ ▭▭▭ ▭▭ ▭▭▭▭ ▭▭▭ ▭▭ ▭▭▭ ▭▭▭▭▭ ▭▭ ▭▭▭ ▭▭▭▭ ▭▭ ▭▭▭ ▭▭▭▭ ▭▭▭ ▭▭ ▭▭▭▭ ▭▭▭ ▭▭ ▭▭▭ ▭▭▭▭ ▭▭ ▭▭▭ ▭▭ ▭▭▭▭ ▭▭▭ ▭▭ ▭▭▭▭ ▭▭▭ ▭▭ ▭▭▭ ▭▭▭▭▭ ▭▭ ▭▭▭ ▭▭▭▭ ▭▭ ▭▭▭ ▭▭▭▭ ▭▭▭ ▭▭ ▭▭▭▭ ▭▭▭ ▭▭ ▭▭▭ ▭▭▭▭ ▭▭ ▭▭▭ ▭▭ ▭▭▭▭ ▭▭▭ ▭▭ ▭▭▭▭ ▭▭▭ ▭▭ ▭▭▭ ▭▭▭▭▭ ▭▭ ▭▭▭ ▭▭▭▭ ▭▭ ▭▭▭ ▭▭▭▭ ▭▭▭ ▭▭ ▭▭▭▭ ▭▭▭ ▭▭ ▭▭▭ ▭▭▭▭ ▭▭ ▭▭▭ ▭▭ ▭▭▭▭ ▭▭▭ ▭▭ ▭▭▭▭ ▭▭▭ ▭▭ ▭▭▭ ▭▭▭▭▭ ▭▭ ▭▭▭ ▭▭▭▭ ▭▭ ▭▭▭ ▭▭▭▭ ▭▭▭ ▭▭ ▭▭▭▭ ▭▭▭ ▭▭ ▭▭▭ ▭▭▭▭ ▭▭ ▭▭▭ ▭▭ ▭▭▭▭ ▭▭▭ ▭▭ ▭▭▭▭ ▭▭▭ ▭▭ ▭▭▭ ▭▭▭▭▭ ▭▭ ▭▭▭ ▭▭▭▭ ▭▭ ▭▭▭ ▭▭▭▭ ▭▭▭ ▭▭ ▭▭▭▭ ▭▭▭ ▭▭ ▭▭▭ ▭▭▭▭ ▭▭ ▭▭▭ ▭▭ ▭▭▭▭ ▭▭▭ ▭▭ ▭▭▭▭ ▭▭▭ ▭▭ ▭▭▭ ▭▭▭▭▭ ▭▭ ▭▭▭ ▭▭▭▭ ▭▭ ▭▭▭ ▭▭▭▭ ▭▭▭ ▭▭ ▭▭▭▭ ▭▭▭ ▭▭ ▭▭▭ ▭▭▭▭ ▭▭ ▭▭▭ ▭▭ ▭▭▭▭ ▭▭▭ ▭▭ ▭▭▭▭ ▭▭▭ ▭▭ ▭▭▭ ▭▭▭▭▭ ▭▭ ▭▭▭ ▭▭▭▭ ▭▭ ▭▭▭ ▭▭▭▭ ▭▭▭ ▭▭ ▭▭▭▭ ▭▭▭ ▭▭ ▭▭▭ ▭▭▭▭ ▭▭ ▭▭▭ ▭▭ ▭▭▭▭ ▭▭▭ ▭▭ ▭▭▭▭ ▭▭▭ ▭▭ ▭▭▭ ▭▭▭▭▭ ▭▭ ▭▭▭ ▭▭▭▭ ▭▭ ▭▭▭ ▭▭▭▭ ▭▭▭ ▭▭ ▭▭▭▭ ▭▭▭ ▭▭ ▭▭▭ ▭▭▭▭ ▭▭ ▭▭▭ ▭▭ ▭▭▭▭ ▭▭▭ ▭▭ ▭▭▭▭ ▭▭▭ ▭▭ ▭▭▭ ▭▭▭▭▭: [4, 177, 128, 405]
- row-divider: [445, 535, 648, 536]
- row-divider: [445, 810, 648, 811]
- article-headline: পাহাড়ি শিক্ষার্থীদের ওপর: [235, 638, 325, 648]
- column-divider: [443, 38, 444, 982]
- article-body: প্রেসিডেন্ট জো বাইডেন বিদায়ি ভাষণে বলেছেন, আমেরিকার গণতন্ত্র রক্ষায় সবাইকে এক হতে হবে। তিনি বলেন, কোনো একক ব্যক্তি বা গোষ্ঠীর হাতে ক্ষমতা কেন্দ্রীভূত হলে তা দেশের জন্য বিপজ্জনক। ▭▭▭ ▭▭ ▭▭▭▭ ▭▭▭ ▭▭ ▭▭▭ ▭▭▭▭▭ ▭▭ ▭▭▭ ▭▭▭▭ ▭▭ ▭▭▭ ▭▭▭▭ ▭▭▭ ▭▭ ▭▭▭▭ ▭▭▭ ▭▭ ▭▭▭ ▭▭▭▭ ▭▭ ▭▭▭ ▭▭ ▭▭▭▭ ▭▭▭ ▭▭ ▭▭▭▭ ▭▭▭ ▭▭ ▭▭▭ ▭▭▭▭▭ ▭▭ ▭▭▭ ▭▭▭▭ ▭▭ ▭▭▭ ▭▭▭▭ ▭▭▭ ▭▭ ▭▭▭▭ ▭▭▭ ▭▭ ▭▭▭ ▭▭▭▭ ▭▭ ▭▭▭ ▭▭ ▭▭▭▭ ▭▭▭ ▭▭ ▭▭▭▭ ▭▭▭ ▭▭ ▭▭▭ ▭▭▭▭▭ ▭▭ ▭▭▭ ▭▭▭▭ ▭▭ ▭▭▭ ▭▭▭▭ ▭▭▭ ▭▭ ▭▭▭▭ ▭▭▭ ▭▭ ▭▭▭ ▭▭▭▭ ▭▭ ▭▭▭ ▭▭ ▭▭▭▭ ▭▭▭ ▭▭ ▭▭▭▭ ▭▭▭ ▭▭ ▭▭▭ ▭▭▭▭▭ ▭▭ ▭▭▭ ▭▭▭▭ ▭▭ ▭▭▭ ▭▭▭▭ ▭▭▭ ▭▭ ▭▭▭▭ ▭▭▭ ▭▭ ▭▭▭ ▭▭▭▭ ▭▭ ▭▭▭ ▭▭ ▭▭▭▭ ▭▭▭ ▭▭ ▭▭▭▭ ▭▭▭ ▭▭ ▭▭▭ ▭▭▭▭▭ ▭▭ ▭▭▭ ▭▭▭▭ ▭▭ ▭▭▭ ▭▭▭▭ ▭▭▭ ▭▭ ▭▭▭▭ ▭▭▭ ▭▭ ▭▭▭ ▭▭▭▭ ▭▭ ▭▭▭ ▭▭ ▭▭▭▭ ▭▭▭ ▭▭ ▭▭▭▭ ▭▭▭ ▭▭ ▭▭▭ ▭▭▭▭▭ ▭▭ ▭▭▭ ▭▭▭▭ ▭▭ ▭▭▭ ▭▭▭▭ ▭▭▭ ▭▭ ▭▭▭▭ ▭▭▭ ▭▭ ▭▭▭ ▭▭▭▭ ▭▭ ▭▭▭ ▭▭ ▭▭▭▭ ▭▭▭ ▭▭ ▭▭▭▭ ▭▭▭ ▭▭ ▭▭▭ ▭▭▭▭▭ ▭▭ ▭▭▭ ▭▭▭▭ ▭▭ ▭▭▭ ▭▭▭▭ ▭▭▭ ▭▭ ▭▭▭▭ ▭▭▭ ▭▭ ▭▭▭ ▭▭▭▭ ▭▭ ▭▭▭ ▭▭ ▭▭▭▭ ▭▭▭ ▭▭ ▭▭▭▭ ▭▭▭ ▭▭ ▭▭▭ ▭▭▭▭▭ ▭▭ ▭▭▭ ▭▭▭▭ ▭▭ ▭▭▭ ▭▭▭▭ ▭▭▭ ▭▭ ▭▭▭▭ ▭▭▭ ▭▭ ▭▭▭ ▭▭▭▭ ▭▭ ▭▭▭ ▭▭ ▭▭▭▭ ▭▭▭ ▭▭ ▭▭▭▭ ▭▭▭ ▭▭ ▭▭▭ ▭▭▭▭▭ ▭▭ ▭▭▭ ▭▭▭▭ ▭▭ ▭▭▭ ▭▭▭▭ ▭▭▭ ▭▭ ▭▭▭▭ ▭▭▭ ▭▭ ▭▭▭ ▭▭▭▭ ▭▭ ▭▭▭ ▭▭ ▭▭▭▭ ▭▭▭ ▭▭ ▭▭▭▭ ▭▭▭ ▭▭ ▭▭▭ ▭▭▭▭▭ ▭▭ ▭▭▭ ▭▭▭▭ ▭▭ ▭▭▭ ▭▭▭▭ ▭▭▭ ▭▭ ▭▭▭▭ ▭▭▭ ▭▭ ▭▭▭ ▭▭▭▭ ▭▭ ▭▭▭ ▭▭ ▭▭▭▭ ▭▭▭ ▭▭ ▭▭▭▭ ▭▭▭ ▭▭ ▭▭▭ ▭▭▭▭▭ ▭▭ ▭▭▭ ▭▭▭▭ ▭▭ ▭▭▭ ▭▭▭▭ ▭▭▭ ▭▭ ▭▭▭▭ ▭▭▭ ▭▭ ▭▭▭ ▭▭▭▭ ▭▭ ▭▭▭ ▭▭ ▭▭▭▭ ▭▭▭ ▭▭ ▭▭▭▭ ▭▭▭ ▭▭ ▭▭▭ ▭▭▭▭▭ ▭▭ ▭▭▭ ▭▭▭▭ ▭▭ ▭▭▭ ▭▭▭▭ ▭▭▭ ▭▭ ▭▭▭▭ ▭▭▭ ▭▭ ▭▭▭ ▭▭▭▭ ▭▭ ▭▭▭ ▭▭ ▭▭▭▭ ▭▭▭ ▭▭ ▭▭▭▭ ▭▭▭ ▭▭ ▭▭▭ ▭▭▭▭▭ ▭▭ ▭▭▭ ▭▭▭▭ ▭▭ ▭▭▭ ▭▭▭▭ ▭▭▭ ▭▭ ▭▭▭▭ ▭▭▭ ▭▭ ▭▭▭ ▭▭▭▭ ▭▭ ▭▭▭ ▭▭ ▭▭▭▭ ▭▭▭ ▭▭ ▭▭▭▭ ▭▭▭ ▭▭ ▭▭▭ ▭▭▭▭▭ ▭▭ ▭▭▭ ▭▭▭▭ ▭▭ ▭▭▭ ▭▭▭▭ ▭▭▭ ▭▭ ▭▭▭▭ ▭▭▭ ▭▭ ▭▭▭ ▭▭▭▭ ▭▭ ▭▭▭ ▭▭ ▭▭▭▭ ▭▭▭ ▭▭ ▭▭▭▭ ▭▭▭ ▭▭ ▭▭▭ ▭▭▭▭▭ ▭▭ ▭▭▭ ▭▭▭▭ ▭▭ ▭▭▭ ▭▭▭▭ ▭▭▭ ▭▭ ▭▭▭▭ ▭▭▭ ▭▭ ▭▭▭ ▭▭▭▭ ▭▭ ▭▭▭ ▭▭ ▭▭▭▭ ▭▭▭ ▭▭ ▭▭▭▭ ▭▭▭ ▭▭ ▭▭▭ ▭▭▭▭▭ ▭▭ ▭▭▭ ▭▭▭▭ ▭▭ ▭▭▭ ▭▭▭▭ ▭▭▭ ▭▭ ▭▭▭▭ ▭▭▭ ▭▭ ▭▭▭ ▭▭▭▭ ▭▭ ▭▭▭ ▭▭ ▭▭▭▭ ▭▭▭ ▭▭ ▭▭▭▭ ▭▭▭ ▭▭ ▭▭▭ ▭▭▭▭▭: [4, 49, 128, 163]
- article-body: নিজস্ব প্রতিবেদক — দুই রুমে দুই পরিবারের বসবাস। ▭▭▭ ▭▭ ▭▭▭▭ ▭▭▭ ▭▭ ▭▭▭ ▭▭▭▭▭ ▭▭ ▭▭▭ ▭▭▭▭ ▭▭ ▭▭▭ ▭▭▭▭ ▭▭▭ ▭▭ ▭▭▭▭ ▭▭▭ ▭▭ ▭▭▭ ▭▭▭▭ ▭▭ ▭▭▭ ▭▭ ▭▭▭▭ ▭▭▭ ▭▭ ▭▭▭▭ ▭▭▭ ▭▭ ▭▭▭ ▭▭▭▭▭ ▭▭ ▭▭▭ ▭▭▭▭ ▭▭ ▭▭▭ ▭▭▭▭ ▭▭▭ ▭▭ ▭▭▭▭ ▭▭▭ ▭▭ ▭▭▭ ▭▭▭▭ ▭▭ ▭▭▭ ▭▭ ▭▭▭▭ ▭▭▭ ▭▭ ▭▭▭▭ ▭▭▭ ▭▭ ▭▭▭ ▭▭▭▭▭ ▭▭ ▭▭▭ ▭▭▭▭ ▭▭ ▭▭▭ ▭▭▭▭ ▭▭▭ ▭▭ ▭▭▭▭ ▭▭▭ ▭▭ ▭▭▭ ▭▭▭▭ ▭▭ ▭▭▭ ▭▭ ▭▭▭▭ ▭▭▭ ▭▭ ▭▭▭▭ ▭▭▭ ▭▭ ▭▭▭ ▭▭▭▭▭ ▭▭ ▭▭▭ ▭▭▭▭ ▭▭ ▭▭▭ ▭▭▭▭ ▭▭▭ ▭▭ ▭▭▭▭ ▭▭▭ ▭▭ ▭▭▭ ▭▭▭▭ ▭▭ ▭▭▭ ▭▭ ▭▭▭▭ ▭▭▭ ▭▭ ▭▭▭▭ ▭▭▭ ▭▭ ▭▭▭ ▭▭▭▭▭ ▭▭ ▭▭▭ ▭▭▭▭ ▭▭ ▭▭▭ ▭▭▭▭ ▭▭▭ ▭▭ ▭▭▭▭ ▭▭▭ ▭▭ ▭▭▭ ▭▭▭▭ ▭▭ ▭▭▭ ▭▭ ▭▭▭▭ ▭▭▭ ▭▭ ▭▭▭▭ ▭▭▭ ▭▭ ▭▭▭ ▭▭▭▭▭ ▭▭ ▭▭▭ ▭▭▭▭ ▭▭ ▭▭▭ ▭▭▭▭ ▭▭▭ ▭▭ ▭▭▭▭ ▭▭▭ ▭▭ ▭▭▭ ▭▭▭▭ ▭▭ ▭▭▭ ▭▭ ▭▭▭▭ ▭▭▭ ▭▭ ▭▭▭▭ ▭▭▭ ▭▭ ▭▭▭ ▭▭▭▭▭ ▭▭ ▭▭▭ ▭▭▭▭ ▭▭ ▭▭▭ ▭▭▭▭ ▭▭▭ ▭▭ ▭▭▭▭ ▭▭▭ ▭▭ ▭▭▭ ▭▭▭▭ ▭▭ ▭▭▭ ▭▭ ▭▭▭▭ ▭▭▭ ▭▭ ▭▭▭▭ ▭▭▭ ▭▭ ▭▭▭ ▭▭▭▭▭ ▭▭ ▭▭▭ ▭▭▭▭ ▭▭ ▭▭▭ ▭▭▭▭ ▭▭▭ ▭▭ ▭▭▭▭ ▭▭▭ ▭▭ ▭▭▭ ▭▭▭▭ ▭▭ ▭▭▭ ▭▭ ▭▭▭▭ ▭▭▭ ▭▭ ▭▭▭▭ ▭▭▭ ▭▭ ▭▭▭ ▭▭▭▭▭ ▭▭ ▭▭▭ ▭▭▭▭ ▭▭ ▭▭▭ ▭▭▭▭ ▭▭▭ ▭▭ ▭▭▭▭ ▭▭▭ ▭▭ ▭▭▭ ▭▭▭▭ ▭▭ ▭▭▭ ▭▭ ▭▭▭▭ ▭▭▭ ▭▭ ▭▭▭▭ ▭▭▭ ▭▭ ▭▭▭ ▭▭▭▭▭ ▭▭ ▭▭▭ ▭▭▭▭ ▭▭ ▭▭▭ ▭▭▭▭ ▭▭▭ ▭▭ ▭▭▭▭ ▭▭▭ ▭▭ ▭▭▭ ▭▭▭▭ ▭▭ ▭▭▭ ▭▭ ▭▭▭▭ ▭▭▭ ▭▭ ▭▭▭▭ ▭▭▭ ▭▭ ▭▭▭ ▭▭▭▭▭ ▭▭ ▭▭▭ ▭▭▭▭ ▭▭ ▭▭▭ ▭▭▭▭ ▭▭▭ ▭▭ ▭▭▭▭ ▭▭▭ ▭▭ ▭▭▭ ▭▭▭▭ ▭▭ ▭▭▭ ▭▭ ▭▭▭▭ ▭▭▭ ▭▭ ▭▭▭▭ ▭▭▭ ▭▭ ▭▭▭ ▭▭▭▭▭ ▭▭ ▭▭▭ ▭▭▭▭ ▭▭ ▭▭▭ ▭▭▭▭ ▭▭▭ ▭▭ ▭▭▭▭ ▭▭▭ ▭▭ ▭▭▭ ▭▭▭▭ ▭▭ ▭▭▭ ▭▭ ▭▭▭▭ ▭▭▭ ▭▭ ▭▭▭▭ ▭▭▭ ▭▭ ▭▭▭ ▭▭▭▭▭ ▭▭ ▭▭▭ ▭▭▭▭ ▭▭ ▭▭▭ ▭▭▭▭ ▭▭▭ ▭▭ ▭▭▭▭ ▭▭▭ ▭▭ ▭▭▭ ▭▭▭▭ ▭▭ ▭▭▭ ▭▭ ▭▭▭▭ ▭▭▭ ▭▭ ▭▭▭▭ ▭▭▭ ▭▭ ▭▭▭ ▭▭▭▭▭ ▭▭ ▭▭▭ ▭▭▭▭ ▭▭ ▭▭▭ ▭▭▭▭ ▭▭▭ ▭▭ ▭▭▭▭ ▭▭▭ ▭▭ ▭▭▭ ▭▭▭▭ ▭▭ ▭▭▭ ▭▭ ▭▭▭▭ ▭▭▭ ▭▭ ▭▭▭▭ ▭▭▭ ▭▭ ▭▭▭ ▭▭▭▭▭ ▭▭ ▭▭▭ ▭▭▭▭ ▭▭ ▭▭▭ ▭▭▭▭ ▭▭▭ ▭▭ ▭▭▭▭ ▭▭▭ ▭▭ ▭▭▭ ▭▭▭▭ ▭▭ ▭▭▭ ▭▭ ▭▭▭▭ ▭▭▭ ▭▭ ▭▭▭▭ ▭▭▭ ▭▭ ▭▭▭ ▭▭▭▭▭ ▭▭ ▭▭▭ ▭▭▭▭ ▭▭ ▭▭▭ ▭▭▭▭ ▭▭▭ ▭▭ ▭▭▭▭ ▭▭▭ ▭▭ ▭▭▭ ▭▭▭▭ ▭▭ ▭▭▭ ▭▭ ▭▭▭▭ ▭▭▭ ▭▭ ▭▭▭▭ ▭▭▭ ▭▭ ▭▭▭ ▭▭▭▭▭: [447, 142, 647, 280]
- article-body: বিশেষ প্রতিনিধি — নতুন কাঠামো নিয়ে আলোচনা চলছে। ▭▭▭ ▭▭ ▭▭▭▭ ▭▭▭ ▭▭ ▭▭▭ ▭▭▭▭▭ ▭▭ ▭▭▭ ▭▭▭▭ ▭▭ ▭▭▭ ▭▭▭▭ ▭▭▭ ▭▭ ▭▭▭▭ ▭▭▭ ▭▭ ▭▭▭ ▭▭▭▭ ▭▭ ▭▭▭ ▭▭ ▭▭▭▭ ▭▭▭ ▭▭ ▭▭▭▭ ▭▭▭ ▭▭ ▭▭▭ ▭▭▭▭▭ ▭▭ ▭▭▭ ▭▭▭▭ ▭▭ ▭▭▭ ▭▭▭▭ ▭▭▭ ▭▭ ▭▭▭▭ ▭▭▭ ▭▭ ▭▭▭ ▭▭▭▭ ▭▭ ▭▭▭ ▭▭ ▭▭▭▭ ▭▭▭ ▭▭ ▭▭▭▭ ▭▭▭ ▭▭ ▭▭▭ ▭▭▭▭▭ ▭▭ ▭▭▭ ▭▭▭▭ ▭▭ ▭▭▭ ▭▭▭▭ ▭▭▭ ▭▭ ▭▭▭▭ ▭▭▭ ▭▭ ▭▭▭ ▭▭▭▭ ▭▭ ▭▭▭ ▭▭ ▭▭▭▭ ▭▭▭ ▭▭ ▭▭▭▭ ▭▭▭ ▭▭ ▭▭▭ ▭▭▭▭▭ ▭▭ ▭▭▭ ▭▭▭▭ ▭▭ ▭▭▭ ▭▭▭▭ ▭▭▭ ▭▭ ▭▭▭▭ ▭▭▭ ▭▭ ▭▭▭ ▭▭▭▭ ▭▭ ▭▭▭ ▭▭ ▭▭▭▭ ▭▭▭ ▭▭ ▭▭▭▭ ▭▭▭ ▭▭ ▭▭▭ ▭▭▭▭▭ ▭▭ ▭▭▭ ▭▭▭▭ ▭▭ ▭▭▭ ▭▭▭▭ ▭▭▭ ▭▭ ▭▭▭▭ ▭▭▭ ▭▭ ▭▭▭ ▭▭▭▭ ▭▭ ▭▭▭ ▭▭ ▭▭▭▭ ▭▭▭ ▭▭ ▭▭▭▭ ▭▭▭ ▭▭ ▭▭▭ ▭▭▭▭▭ ▭▭ ▭▭▭ ▭▭▭▭ ▭▭ ▭▭▭ ▭▭▭▭ ▭▭▭ ▭▭ ▭▭▭▭ ▭▭▭ ▭▭ ▭▭▭ ▭▭▭▭ ▭▭ ▭▭▭ ▭▭ ▭▭▭▭ ▭▭▭ ▭▭ ▭▭▭▭ ▭▭▭ ▭▭ ▭▭▭ ▭▭▭▭▭ ▭▭ ▭▭▭ ▭▭▭▭ ▭▭ ▭▭▭ ▭▭▭▭ ▭▭▭ ▭▭ ▭▭▭▭ ▭▭▭ ▭▭ ▭▭▭ ▭▭▭▭ ▭▭ ▭▭▭ ▭▭ ▭▭▭▭ ▭▭▭ ▭▭ ▭▭▭▭ ▭▭▭ ▭▭ ▭▭▭ ▭▭▭▭▭ ▭▭ ▭▭▭ ▭▭▭▭ ▭▭ ▭▭▭ ▭▭▭▭ ▭▭▭ ▭▭ ▭▭▭▭ ▭▭▭ ▭▭ ▭▭▭ ▭▭▭▭ ▭▭ ▭▭▭ ▭▭ ▭▭▭▭ ▭▭▭ ▭▭ ▭▭▭▭ ▭▭▭ ▭▭ ▭▭▭ ▭▭▭▭▭ ▭▭ ▭▭▭ ▭▭▭▭ ▭▭ ▭▭▭ ▭▭▭▭ ▭▭▭ ▭▭ ▭▭▭▭ ▭▭▭ ▭▭ ▭▭▭ ▭▭▭▭ ▭▭ ▭▭▭ ▭▭ ▭▭▭▭ ▭▭▭ ▭▭ ▭▭▭▭ ▭▭▭ ▭▭ ▭▭▭ ▭▭▭▭▭ ▭▭ ▭▭▭ ▭▭▭▭ ▭▭ ▭▭▭ ▭▭▭▭ ▭▭▭ ▭▭ ▭▭▭▭ ▭▭▭ ▭▭ ▭▭▭ ▭▭▭▭ ▭▭ ▭▭▭ ▭▭ ▭▭▭▭ ▭▭▭ ▭▭ ▭▭▭▭ ▭▭▭ ▭▭ ▭▭▭ ▭▭▭▭▭ ▭▭ ▭▭▭ ▭▭▭▭ ▭▭ ▭▭▭ ▭▭▭▭ ▭▭▭ ▭▭ ▭▭▭▭ ▭▭▭ ▭▭ ▭▭▭ ▭▭▭▭ ▭▭ ▭▭▭ ▭▭ ▭▭▭▭ ▭▭▭ ▭▭ ▭▭▭▭ ▭▭▭ ▭▭ ▭▭▭ ▭▭▭▭▭ ▭▭ ▭▭▭ ▭▭▭▭ ▭▭ ▭▭▭ ▭▭▭▭ ▭▭▭ ▭▭ ▭▭▭▭ ▭▭▭ ▭▭ ▭▭▭ ▭▭▭▭ ▭▭ ▭▭▭ ▭▭ ▭▭▭▭ ▭▭▭ ▭▭ ▭▭▭▭ ▭▭▭ ▭▭ ▭▭▭ ▭▭▭▭▭ ▭▭ ▭▭▭ ▭▭▭▭ ▭▭ ▭▭▭ ▭▭▭▭ ▭▭▭ ▭▭ ▭▭▭▭ ▭▭▭ ▭▭ ▭▭▭ ▭▭▭▭ ▭▭ ▭▭▭ ▭▭ ▭▭▭▭ ▭▭▭ ▭▭ ▭▭▭▭ ▭▭▭ ▭▭ ▭▭▭ ▭▭▭▭▭ ▭▭ ▭▭▭ ▭▭▭▭ ▭▭ ▭▭▭ ▭▭▭▭ ▭▭▭ ▭▭ ▭▭▭▭ ▭▭▭ ▭▭ ▭▭▭ ▭▭▭▭ ▭▭ ▭▭▭ ▭▭ ▭▭▭▭ ▭▭▭ ▭▭ ▭▭▭▭ ▭▭▭ ▭▭ ▭▭▭ ▭▭▭▭▭ ▭▭ ▭▭▭ ▭▭▭▭ ▭▭ ▭▭▭ ▭▭▭▭ ▭▭▭ ▭▭ ▭▭▭▭ ▭▭▭ ▭▭ ▭▭▭ ▭▭▭▭ ▭▭ ▭▭▭ ▭▭ ▭▭▭▭ ▭▭▭ ▭▭ ▭▭▭▭ ▭▭▭ ▭▭ ▭▭▭ ▭▭▭▭▭ ▭▭ ▭▭▭ ▭▭▭▭ ▭▭ ▭▭▭ ▭▭▭▭ ▭▭▭ ▭▭ ▭▭▭▭ ▭▭▭ ▭▭ ▭▭▭ ▭▭▭▭ ▭▭ ▭▭▭ ▭▭ ▭▭▭▭ ▭▭▭ ▭▭ ▭▭▭▭ ▭▭▭ ▭▭ ▭▭▭ ▭▭▭▭▭: [132, 58, 170, 276]
- article-headline: সংস্কার প্রস্তাব দ্রুত: [394, 318, 438, 337]
- article-body: নিজস্ব প্রতিবেদক — বিভিন্ন বিষয়ে আলোচনা। ▭▭▭ ▭▭ ▭▭▭▭ ▭▭▭ ▭▭ ▭▭▭ ▭▭▭▭▭ ▭▭ ▭▭▭ ▭▭▭▭ ▭▭ ▭▭▭ ▭▭▭▭ ▭▭▭ ▭▭ ▭▭▭▭ ▭▭▭ ▭▭ ▭▭▭ ▭▭▭▭ ▭▭ ▭▭▭ ▭▭ ▭▭▭▭ ▭▭▭ ▭▭ ▭▭▭▭ ▭▭▭ ▭▭ ▭▭▭ ▭▭▭▭▭ ▭▭ ▭▭▭ ▭▭▭▭ ▭▭ ▭▭▭ ▭▭▭▭ ▭▭▭ ▭▭ ▭▭▭▭ ▭▭▭ ▭▭ ▭▭▭ ▭▭▭▭ ▭▭ ▭▭▭ ▭▭ ▭▭▭▭ ▭▭▭ ▭▭ ▭▭▭▭ ▭▭▭ ▭▭ ▭▭▭ ▭▭▭▭▭ ▭▭ ▭▭▭ ▭▭▭▭ ▭▭ ▭▭▭ ▭▭▭▭ ▭▭▭ ▭▭ ▭▭▭▭ ▭▭▭ ▭▭ ▭▭▭ ▭▭▭▭ ▭▭ ▭▭▭ ▭▭ ▭▭▭▭ ▭▭▭ ▭▭ ▭▭▭▭ ▭▭▭ ▭▭ ▭▭▭ ▭▭▭▭▭ ▭▭ ▭▭▭ ▭▭▭▭ ▭▭ ▭▭▭ ▭▭▭▭ ▭▭▭ ▭▭ ▭▭▭▭ ▭▭▭ ▭▭ ▭▭▭ ▭▭▭▭ ▭▭ ▭▭▭ ▭▭ ▭▭▭▭ ▭▭▭ ▭▭ ▭▭▭▭ ▭▭▭ ▭▭ ▭▭▭ ▭▭▭▭▭ ▭▭ ▭▭▭ ▭▭▭▭ ▭▭ ▭▭▭ ▭▭▭▭ ▭▭▭ ▭▭ ▭▭▭▭ ▭▭▭ ▭▭ ▭▭▭ ▭▭▭▭ ▭▭ ▭▭▭ ▭▭ ▭▭▭▭ ▭▭▭ ▭▭ ▭▭▭▭ ▭▭▭ ▭▭ ▭▭▭ ▭▭▭▭▭ ▭▭ ▭▭▭ ▭▭▭▭ ▭▭ ▭▭▭ ▭▭▭▭ ▭▭▭ ▭▭ ▭▭▭▭ ▭▭▭ ▭▭ ▭▭▭ ▭▭▭▭ ▭▭ ▭▭▭ ▭▭ ▭▭▭▭ ▭▭▭ ▭▭ ▭▭▭▭ ▭▭▭ ▭▭ ▭▭▭ ▭▭▭▭▭ ▭▭ ▭▭▭ ▭▭▭▭ ▭▭ ▭▭▭ ▭▭▭▭ ▭▭▭ ▭▭ ▭▭▭▭ ▭▭▭ ▭▭ ▭▭▭ ▭▭▭▭ ▭▭ ▭▭▭ ▭▭ ▭▭▭▭ ▭▭▭ ▭▭ ▭▭▭▭ ▭▭▭ ▭▭ ▭▭▭ ▭▭▭▭▭ ▭▭ ▭▭▭ ▭▭▭▭ ▭▭ ▭▭▭ ▭▭▭▭ ▭▭▭ ▭▭ ▭▭▭▭ ▭▭▭ ▭▭ ▭▭▭ ▭▭▭▭ ▭▭ ▭▭▭ ▭▭ ▭▭▭▭ ▭▭▭ ▭▭ ▭▭▭▭ ▭▭▭ ▭▭ ▭▭▭ ▭▭▭▭▭ ▭▭ ▭▭▭ ▭▭▭▭ ▭▭ ▭▭▭ ▭▭▭▭ ▭▭▭ ▭▭ ▭▭▭▭ ▭▭▭ ▭▭ ▭▭▭ ▭▭▭▭ ▭▭ ▭▭▭ ▭▭ ▭▭▭▭ ▭▭▭ ▭▭ ▭▭▭▭ ▭▭▭ ▭▭ ▭▭▭ ▭▭▭▭▭ ▭▭ ▭▭▭ ▭▭▭▭ ▭▭ ▭▭▭ ▭▭▭▭ ▭▭▭ ▭▭ ▭▭▭▭ ▭▭▭ ▭▭ ▭▭▭ ▭▭▭▭ ▭▭ ▭▭▭ ▭▭ ▭▭▭▭ ▭▭▭ ▭▭ ▭▭▭▭ ▭▭▭ ▭▭ ▭▭▭ ▭▭▭▭▭ ▭▭ ▭▭▭ ▭▭▭▭ ▭▭ ▭▭▭ ▭▭▭▭ ▭▭▭ ▭▭ ▭▭▭▭ ▭▭▭ ▭▭ ▭▭▭ ▭▭▭▭ ▭▭ ▭▭▭ ▭▭ ▭▭▭▭ ▭▭▭ ▭▭ ▭▭▭▭ ▭▭▭ ▭▭ ▭▭▭ ▭▭▭▭▭ ▭▭ ▭▭▭ ▭▭▭▭ ▭▭ ▭▭▭ ▭▭▭▭ ▭▭▭ ▭▭ ▭▭▭▭ ▭▭▭ ▭▭ ▭▭▭ ▭▭▭▭ ▭▭ ▭▭▭ ▭▭ ▭▭▭▭ ▭▭▭ ▭▭ ▭▭▭▭ ▭▭▭ ▭▭ ▭▭▭ ▭▭▭▭▭ ▭▭ ▭▭▭ ▭▭▭▭ ▭▭ ▭▭▭ ▭▭▭▭ ▭▭▭ ▭▭ ▭▭▭▭ ▭▭▭ ▭▭ ▭▭▭ ▭▭▭▭ ▭▭ ▭▭▭ ▭▭ ▭▭▭▭ ▭▭▭ ▭▭ ▭▭▭▭ ▭▭▭ ▭▭ ▭▭▭ ▭▭▭▭▭ ▭▭ ▭▭▭ ▭▭▭▭ ▭▭ ▭▭▭ ▭▭▭▭ ▭▭▭ ▭▭ ▭▭▭▭ ▭▭▭ ▭▭ ▭▭▭ ▭▭▭▭ ▭▭ ▭▭▭ ▭▭ ▭▭▭▭ ▭▭▭ ▭▭ ▭▭▭▭ ▭▭▭ ▭▭ ▭▭▭ ▭▭▭▭▭ ▭▭ ▭▭▭ ▭▭▭▭ ▭▭ ▭▭▭ ▭▭▭▭ ▭▭▭ ▭▭ ▭▭▭▭ ▭▭▭ ▭▭ ▭▭▭ ▭▭▭▭ ▭▭ ▭▭▭ ▭▭ ▭▭▭▭ ▭▭▭ ▭▭ ▭▭▭▭ ▭▭▭ ▭▭ ▭▭▭ ▭▭▭▭▭ ▭▭ ▭▭▭ ▭▭▭▭ ▭▭ ▭▭▭ ▭▭▭▭ ▭▭▭ ▭▭ ▭▭▭▭ ▭▭▭ ▭▭ ▭▭▭ ▭▭▭▭ ▭▭ ▭▭▭ ▭▭ ▭▭▭▭ ▭▭▭ ▭▭ ▭▭▭▭ ▭▭▭ ▭▭ ▭▭▭ ▭▭▭▭▭: [175, 830, 385, 957]
- article-headline: আওয়ামী লীগ ও ঋণ: [393, 818, 439, 837]
- article-sorbodoliyo: [132, 645, 170, 980]
- article-headline: দুই রুমে দুই পরিবারে: [510, 130, 584, 140]
- dateline: শুক্রবার । ১৭ জানুয়ারি ২০২৫ । ৩ মাঘ ১৪৩১: [450, 14, 570, 22]
